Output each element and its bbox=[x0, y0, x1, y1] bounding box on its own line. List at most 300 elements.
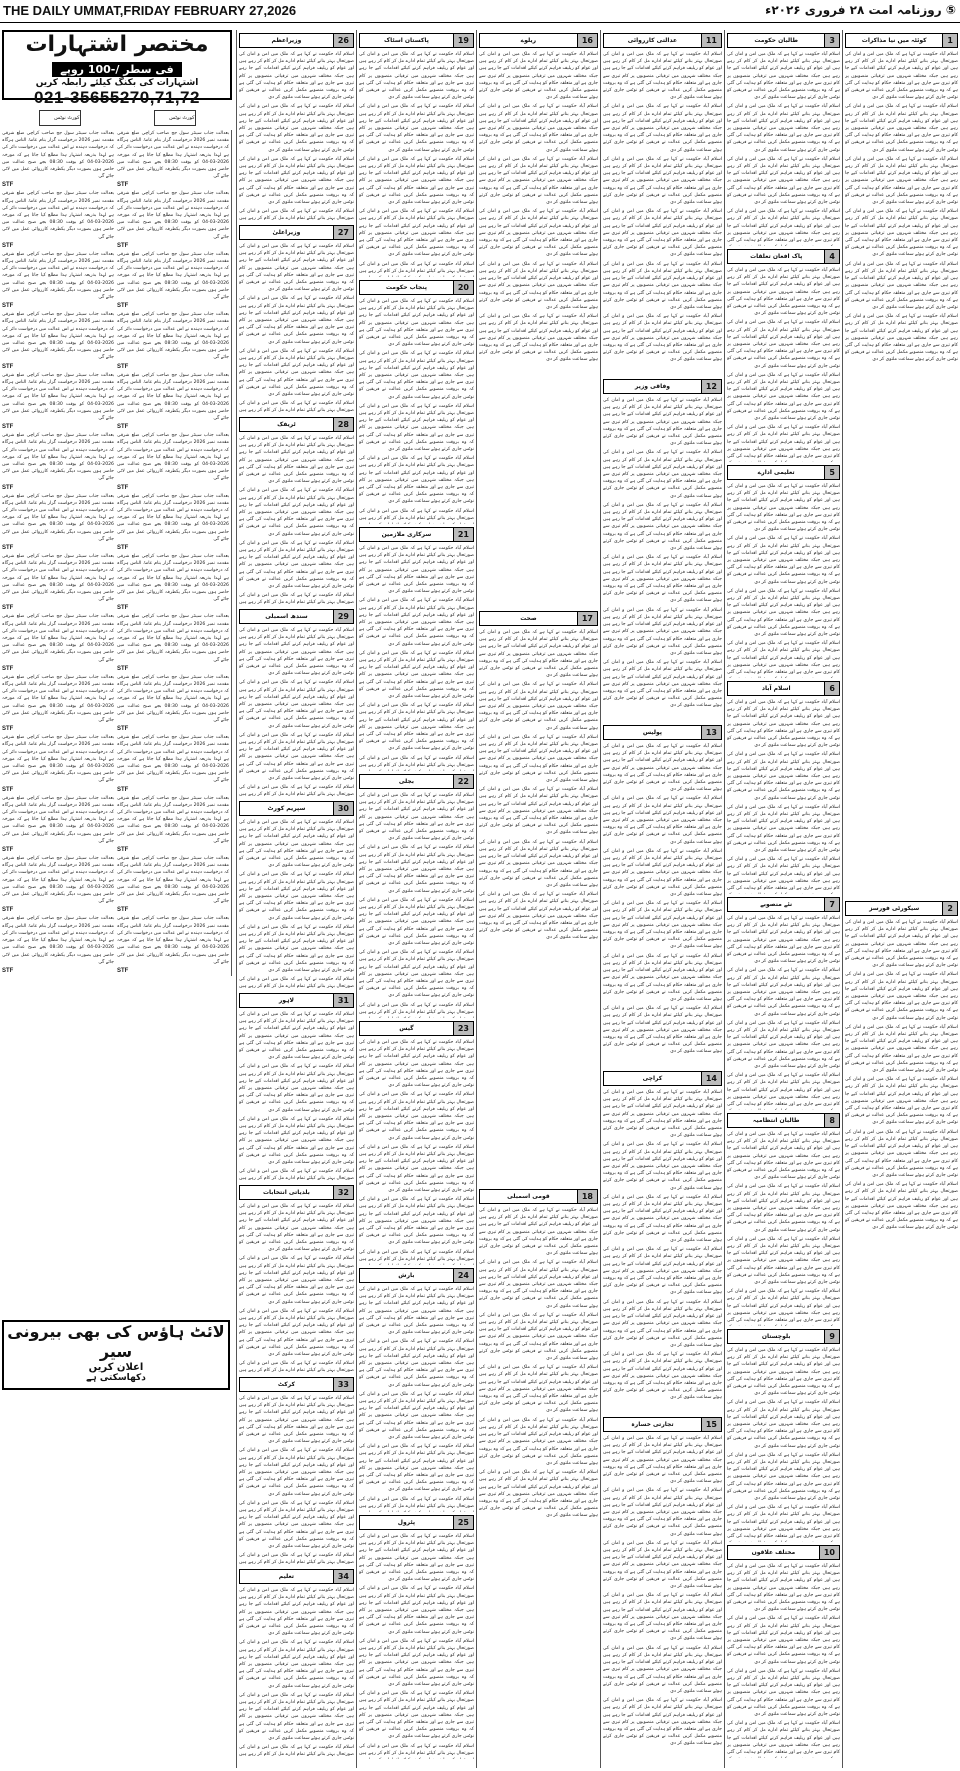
article-header bbox=[727, 1113, 840, 1128]
court-notice-text: بعدالت جناب سینئر سول جج صاحب کراچی ضلع شرقی مقدمہ نمبر 2026 درخواست گزار بنام عامۃ الناس ہرگاہ کہ درخواست دہندہ نے اس عدالت میں درخواست دائر کی ہے لہذا بذریعہ اشتہار ہذا مطلع کیا جاتا ہے کہ مورخہ 2026-03-04 کو بوقت 08:30 بجے صبح عدالت میں حاضر ہوں بصورت دیگر یکطرفہ کارروائی عمل میں لائی جائے گی bbox=[2, 614, 114, 663]
article-paragraph: اسلام آباد حکومت نے کہا ہے کہ ملک میں امن و امان کی صورتحال بہتر بنانے کیلئے تمام ادارے مل کر کام کر رہے ہیں bbox=[359, 261, 474, 274]
article-header bbox=[603, 1071, 722, 1086]
article-number: 11 bbox=[701, 34, 721, 47]
column-ads bbox=[0, 30, 234, 1768]
ad-price: فی سطر /-100 روپے bbox=[52, 62, 182, 77]
article-paragraph: اسلام آباد حکومت نے کہا ہے کہ ملک میں امن و امان کی صورتحال بہتر بنانے کیلئے تمام ادارے مل کر کام کر رہے ہیں اور عوام کو ریلیف فراہم کرنے کیلئے اقدامات کیے جا رہے ہیں جبکہ مختلف شہروں میں ترقیاتی منصوبوں پر کام تیزی سے جاری ہے اور متعلقہ حکام کو ہدایت کی گئی ہے کہ وہ بروقت منصوبے مکمل کریں عدالت نے فریقین کو نوٹس جاری کرتے ہوئے سماعت ملتوی کر دی bbox=[359, 104, 474, 153]
article-body bbox=[479, 51, 598, 608]
article-paragraph: اسلام آباد حکومت نے کہا ہے کہ ملک میں امن و امان کی صورتحال بہتر بنانے کیلئے تمام ادارے مل کر کام کر رہے ہیں bbox=[239, 1553, 354, 1566]
article-paragraph: اسلام آباد حکومت نے کہا ہے کہ ملک میں امن و امان کی صورتحال بہتر بنانے کیلئے تمام ادارے مل کر کام کر رہے ہیں اور عوام کو ریلیف فراہم کرنے کیلئے اقدامات کیے جا رہے ہیں جبکہ مختلف شہروں میں ترقیاتی منصوبوں پر کام تیزی سے جاری ہے اور متعلقہ حکام کو ہدایت کی گئی ہے کہ وہ بروقت منصوبے مکمل کریں عدالت نے فریقین کو نوٹس جاری کرتے ہوئے سماعت ملتوی کر دی bbox=[479, 839, 598, 888]
article-title: سرکاری ملازمین bbox=[381, 531, 432, 538]
ad-phone: 021-35655270,71,72 bbox=[34, 88, 200, 107]
article-header bbox=[603, 379, 722, 394]
article-number: 23 bbox=[453, 1022, 473, 1035]
article-paragraph: اسلام آباد حکومت نے کہا ہے کہ ملک میں امن و امان کی صورتحال بہتر بنانے کیلئے تمام ادارے مل کر کام کر رہے ہیں اور عوام کو ریلیف فراہم کرنے کیلئے اقدامات کیے جا رہے ہیں جبکہ مختلف شہروں میں ترقیاتی منصوبوں پر کام تیزی سے جاری ہے اور متعلقہ حکام کو ہدایت کی گئی bbox=[727, 857, 840, 892]
article-paragraph: اسلام آباد حکومت نے کہا ہے کہ ملک میں امن و امان کی صورتحال بہتر بنانے کیلئے تمام ادارے مل کر کام کر رہے ہیں اور عوام کو ریلیف فراہم کرنے کیلئے اقدامات کیے جا رہے ہیں جبکہ مختلف شہروں میں ترقیاتی منصوبوں پر کام تیزی سے جاری ہے اور متعلقہ حکام کو ہدایت کی گئی ہے کہ وہ بروقت منصوبے مکمل کریں عدالت نے فریقین کو نوٹس جاری کرتے ہوئے سماعت ملتوی کر دی bbox=[727, 1132, 840, 1181]
article-paragraph: اسلام آباد حکومت نے کہا ہے کہ ملک میں امن و امان کی صورتحال بہتر بنانے کیلئے تمام ادارے مل کر کام کر رہے ہیں اور عوام کو ریلیف فراہم کرنے کیلئے اقدامات کیے جا رہے ہیں جبکہ مختلف شہروں میں ترقیاتی منصوبوں پر کام تیزی سے جاری ہے اور متعلقہ حکام کو ہدایت کی گئی ہے کہ وہ بروقت منصوبے مکمل کریں عدالت نے فریقین کو نوٹس جاری کرتے ہوئے سماعت ملتوی کر دی bbox=[359, 403, 474, 453]
article-header bbox=[727, 897, 840, 912]
article-paragraph: اسلام آباد حکومت نے کہا ہے کہ ملک میں امن و امان کی صورتحال بہتر بنانے کیلئے تمام ادارے مل کر کام کر رہے ہیں bbox=[359, 1496, 474, 1509]
article-header bbox=[239, 1377, 354, 1392]
stf-mark: STF bbox=[2, 786, 14, 793]
article-paragraph: اسلام آباد حکومت نے کہا ہے کہ ملک میں امن و امان کی صورتحال بہتر بنانے کیلئے تمام ادارے مل کر کام کر رہے ہیں اور عوام کو ریلیف فراہم کرنے کیلئے اقدامات کیے جا رہے ہیں جبکہ مختلف شہروں میں ترقیاتی منصوبوں پر کام تیزی سے جاری ہے اور متعلقہ حکام کو ہدایت کی گئی ہے کہ وہ بروقت منصوبے مکمل کریں عدالت نے فریقین کو نوٹس جاری کرتے ہوئے سماعت ملتوی کر دی bbox=[727, 268, 840, 317]
stf-mark: STF bbox=[117, 726, 129, 733]
article-number: 1 bbox=[942, 34, 957, 47]
stf-mark: STF bbox=[2, 847, 14, 854]
court-notice-text: بعدالت جناب سینئر سول جج صاحب کراچی ضلع شرقی مقدمہ نمبر 2026 درخواست گزار بنام عامۃ الناس ہرگاہ کہ درخواست دہندہ نے اس عدالت میں درخواست دائر کی ہے لہذا بذریعہ اشتہار ہذا مطلع کیا جاتا ہے کہ مورخہ 2026-03-04 کو بوقت 08:30 بجے صبح عدالت میں حاضر ہوں بصورت دیگر یکطرفہ کارروائی عمل میں لائی جائے گی bbox=[117, 251, 229, 301]
article-paragraph: اسلام آباد حکومت نے کہا ہے کہ ملک میں امن و امان کی صورتحال بہتر بنانے کیلئے تمام ادارے مل کر کام کر رہے ہیں اور عوام کو ریلیف فراہم کرنے کیلئے اقدامات کیے جا رہے ہیں جبکہ مختلف شہروں میں ترقیاتی منصوبوں پر کام تیزی سے جاری ہے اور متعلقہ حکام کو ہدایت کی گئی ہے کہ وہ بروقت منصوبے مکمل کریں عدالت نے فریقین کو نوٹس جاری کرتے ہوئے سماعت ملتوی کر دی bbox=[603, 796, 722, 845]
article-body bbox=[727, 267, 840, 462]
article-body bbox=[359, 1039, 474, 1265]
article-paragraph: اسلام آباد حکومت نے کہا ہے کہ ملک میں امن و امان کی صورتحال بہتر بنانے کیلئے تمام ادارے مل کر کام کر رہے ہیں bbox=[359, 755, 474, 768]
article-title: سیکورٹی فورسز bbox=[869, 905, 920, 912]
stf-mark: STF bbox=[117, 907, 129, 914]
article-paragraph: اسلام آباد حکومت نے کہا ہے کہ ملک میں امن و امان کی صورتحال بہتر بنانے کیلئے تمام ادارے مل کر کام کر رہے ہیں اور عوام کو ریلیف فراہم کرنے کیلئے اقدامات کیے جا رہے ہیں جبکہ مختلف شہروں میں ترقیاتی منصوبوں پر کام تیزی سے جاری ہے اور متعلقہ حکام کو ہدایت کی گئی ہے کہ وہ بروقت منصوبے مکمل کریں عدالت نے فریقین کو نوٹس جاری کرتے ہوئے سماعت ملتوی کر دی bbox=[727, 1616, 840, 1665]
article-number: 30 bbox=[333, 802, 353, 815]
article-header bbox=[239, 993, 354, 1008]
article-paragraph: اسلام آباد حکومت نے کہا ہے کہ ملک میں امن و امان کی صورتحال بہتر بنانے کیلئے تمام ادارے مل کر کام کر رہے ہیں اور عوام کو ریلیف فراہم کرنے کیلئے اقدامات کیے جا رہے ہیں جبکہ مختلف شہروں میں ترقیاتی منصوبوں پر کام تیزی سے جاری ہے اور متعلقہ حکام کو ہدایت کی گئی bbox=[727, 425, 840, 460]
article-title: تعلیم bbox=[278, 1573, 295, 1580]
article-paragraph: اسلام آباد حکومت نے کہا ہے کہ ملک میں امن و امان کی صورتحال بہتر بنانے کیلئے تمام ادارے مل کر کام کر رہے ہیں اور عوام کو ریلیف فراہم کرنے کیلئے اقدامات کیے جا رہے ہیں جبکہ مختلف شہروں میں ترقیاتی منصوبوں پر کام تیزی سے جاری ہے اور متعلقہ حکام کو ہدایت کی گئی ہے کہ وہ بروقت منصوبے مکمل کریں عدالت نے فریقین کو نوٹس جاری کرتے ہوئے سماعت ملتوی کر دی bbox=[239, 1116, 354, 1166]
article-paragraph: اسلام آباد حکومت نے کہا ہے کہ ملک میں امن و امان کی صورتحال بہتر بنانے کیلئے تمام ادارے مل کر کام کر رہے ہیں اور عوام کو ریلیف فراہم کرنے کیلئے اقدامات کیے جا رہے ہیں جبکہ مختلف شہروں میں ترقیاتی منصوبوں پر کام تیزی سے جاری ہے اور متعلقہ حکام کو ہدایت کی گئی ہے کہ وہ بروقت منصوبے مکمل کریں عدالت نے فریقین کو نوٹس جاری کرتے ہوئے سماعت ملتوی کر دی bbox=[359, 1391, 474, 1441]
article-title: کوئٹہ میں نیا مذاکرات bbox=[861, 37, 927, 44]
article-number: 20 bbox=[453, 281, 473, 294]
article-paragraph: اسلام آباد حکومت نے کہا ہے کہ ملک میں امن و امان کی صورتحال بہتر بنانے کیلئے تمام ادارے مل کر کام کر رہے ہیں اور عوام کو ریلیف فراہم کرنے کیلئے اقدامات کیے جا رہے ہیں جبکہ مختلف شہروں میں ترقیاتی منصوبوں پر کام تیزی سے جاری ہے اور متعلقہ حکام کو ہدایت کی گئی ہے کہ وہ بروقت منصوبے مکمل کریں عدالت نے فریقین کو نوٹس جاری کرتے ہوئے سماعت ملتوی کر دی bbox=[479, 1470, 598, 1519]
stf-mark: STF bbox=[2, 363, 14, 370]
article-paragraph: اسلام آباد حکومت نے کہا ہے کہ ملک میں امن و امان کی صورتحال بہتر بنانے کیلئے تمام ادارے مل کر کام کر رہے ہیں اور عوام کو ریلیف فراہم کرنے کیلئے اقدامات کیے جا رہے ہیں جبکہ مختلف شہروں میں ترقیاتی منصوبوں پر کام تیزی سے جاری ہے اور متعلقہ حکام کو ہدایت کی گئی ہے کہ وہ بروقت منصوبے مکمل کریں عدالت نے فریقین کو نوٹس جاری کرتے ہوئے سماعت ملتوی کر دی bbox=[603, 1540, 722, 1590]
article-header bbox=[727, 33, 840, 48]
article-paragraph: اسلام آباد حکومت نے کہا ہے کہ ملک میں امن و امان کی صورتحال بہتر بنانے کیلئے تمام ادارے مل کر کام کر رہے ہیں اور عوام کو ریلیف فراہم کرنے کیلئے اقدامات کیے جا رہے ہیں جبکہ مختلف شہروں میں ترقیاتی منصوبوں پر کام تیزی سے جاری ہے اور متعلقہ حکام کو ہدایت کی گئی ہے کہ وہ بروقت منصوبے مکمل کریں عدالت نے فریقین کو نوٹس جاری کرتے ہوئے سماعت ملتوی کر دی bbox=[845, 209, 958, 258]
article-title: طالبان انتظامیہ bbox=[752, 1117, 800, 1124]
article-paragraph: اسلام آباد حکومت نے کہا ہے کہ ملک میں امن و امان کی صورتحال بہتر بنانے کیلئے تمام ادارے مل کر کام کر رہے ہیں اور عوام کو ریلیف فراہم کرنے کیلئے اقدامات کیے جا رہے ہیں جبکہ مختلف شہروں میں ترقیاتی منصوبوں پر کام تیزی سے جاری ہے اور متعلقہ حکام کو ہدایت کی گئی ہے کہ وہ بروقت منصوبے مکمل کریں عدالت نے فریقین کو نوٹس جاری کرتے ہوئے سماعت ملتوی کر دی bbox=[479, 1417, 598, 1466]
article-body bbox=[239, 1203, 354, 1374]
stf-mark: STF bbox=[2, 967, 14, 974]
article-body bbox=[727, 1131, 840, 1326]
article-paragraph: اسلام آباد حکومت نے کہا ہے کہ ملک میں امن و امان کی صورتحال بہتر بنانے کیلئے تمام ادارے مل کر کام کر رہے ہیں اور عوام کو ریلیف فراہم کرنے کیلئے اقدامات کیے جا رہے ہیں جبکہ مختلف شہروں میں ترقیاتی منصوبوں پر کام تیزی سے جاری ہے اور متعلقہ حکام کو ہدایت کی گئی ہے کہ وہ بروقت منصوبے مکمل کریں عدالت نے فریقین کو نوٹس جاری کرتے ہوئے سماعت ملتوی کر دی bbox=[603, 1194, 722, 1244]
article-header bbox=[359, 774, 474, 789]
article-body bbox=[727, 1347, 840, 1542]
article-title: ٹریفک bbox=[277, 421, 296, 428]
article-body bbox=[239, 51, 354, 222]
article-title: وزیراعلیٰ bbox=[272, 229, 301, 236]
article-paragraph: اسلام آباد حکومت نے کہا ہے کہ ملک میں امن و امان کی صورتحال بہتر بنانے کیلئے تمام ادارے مل کر کام کر رہے ہیں اور عوام کو ریلیف فراہم کرنے کیلئے اقدامات کیے جا رہے ہیں جبکہ مختلف شہروں میں ترقیاتی منصوبوں پر کام تیزی سے جاری ہے اور متعلقہ حکام کو ہدایت کی گئی ہے کہ وہ بروقت منصوبے مکمل کریں عدالت نے فریقین کو نوٹس جاری کرتے ہوئے سماعت ملتوی کر دی bbox=[603, 104, 722, 153]
article-number: 22 bbox=[453, 775, 473, 788]
article-paragraph: اسلام آباد حکومت نے کہا ہے کہ ملک میں امن و امان کی صورتحال بہتر بنانے کیلئے تمام ادارے مل کر کام کر رہے ہیں اور عوام کو ریلیف فراہم کرنے کیلئے اقدامات کیے جا رہے ہیں جبکہ مختلف شہروں میں ترقیاتی منصوبوں پر کام تیزی سے جاری ہے اور متعلقہ حکام کو ہدایت کی گئی ہے کہ وہ بروقت منصوبے مکمل کریں عدالت نے فریقین کو نوٹس جاری کرتے ہوئے سماعت ملتوی کر دی bbox=[239, 628, 354, 677]
article-paragraph: اسلام آباد حکومت نے کہا ہے کہ ملک میں امن و امان کی صورتحال بہتر بنانے کیلئے تمام ادارے مل کر کام کر رہے ہیں bbox=[359, 1743, 474, 1756]
article-paragraph: اسلام آباد حکومت نے کہا ہے کہ ملک میں امن و امان کی صورتحال بہتر بنانے کیلئے تمام ادارے مل کر کام کر رہے ہیں اور عوام کو ریلیف فراہم کرنے کیلئے اقدامات کیے جا رہے ہیں جبکہ مختلف شہروں میں ترقیاتی منصوبوں پر کام تیزی سے جاری ہے اور متعلقہ حکام کو ہدایت کی گئی ہے کہ وہ بروقت منصوبے مکمل کریں عدالت نے فریقین کو نوٹس جاری کرتے ہوئے سماعت ملتوی کر دی bbox=[845, 1077, 958, 1126]
article-paragraph: اسلام آباد حکومت نے کہا ہے کہ ملک میں امن و امان کی صورتحال بہتر بنانے کیلئے تمام ادارے مل کر کام کر رہے ہیں اور عوام کو ریلیف فراہم کرنے کیلئے اقدامات کیے جا رہے ہیں جبکہ مختلف شہروں میں ترقیاتی منصوبوں پر کام تیزی سے جاری ہے اور متعلقہ حکام کو ہدایت کی گئی ہے کہ وہ بروقت منصوبے مکمل کریں عدالت نے فریقین کو نوٹس جاری کرتے ہوئے سماعت ملتوی کر دی bbox=[239, 488, 354, 537]
article-paragraph: اسلام آباد حکومت نے کہا ہے کہ ملک میں امن و امان کی صورتحال بہتر بنانے کیلئے تمام ادارے مل کر کام کر رہے ہیں اور عوام کو ریلیف فراہم کرنے کیلئے اقدامات کیے جا رہے ہیں جبکہ مختلف شہروں میں ترقیاتی منصوبوں پر کام تیزی سے جاری ہے اور متعلقہ حکام کو ہدایت کی گئی ہے کہ وہ بروقت منصوبے مکمل کریں عدالت نے فریقین کو نوٹس جاری کرتے ہوئے سماعت ملتوی کر دی bbox=[845, 920, 958, 969]
column-6 bbox=[236, 30, 356, 1768]
bottom-ad-line1: اعلان کریں bbox=[88, 1362, 144, 1373]
article-paragraph: اسلام آباد حکومت نے کہا ہے کہ ملک میں امن و امان کی صورتحال بہتر بنانے کیلئے تمام ادارے مل کر کام کر رہے ہیں اور عوام کو ریلیف فراہم کرنے کیلئے اقدامات کیے جا رہے ہیں جبکہ مختلف شہروں میں ترقیاتی منصوبوں پر کام تیزی سے جاری ہے اور متعلقہ حکام کو ہدایت کی گئی ہے کہ وہ بروقت منصوبے مکمل کریں عدالت نے فریقین کو نوٹس جاری کرتے ہوئے سماعت ملتوی کر دی bbox=[239, 436, 354, 485]
article-paragraph: اسلام آباد حکومت نے کہا ہے کہ ملک میں امن و امان کی صورتحال بہتر بنانے کیلئے تمام ادارے مل کر کام کر رہے ہیں اور عوام کو ریلیف فراہم کرنے کیلئے اقدامات کیے جا رہے ہیں جبکہ مختلف شہروں میں ترقیاتی منصوبوں پر کام تیزی سے جاری ہے اور متعلقہ حکام کو ہدایت کی گئی ہے کہ وہ بروقت منصوبے مکمل کریں عدالت نے فریقین کو نوٹس جاری کرتے ہوئے سماعت ملتوی کر دی bbox=[479, 1208, 598, 1257]
court-notice-text: بعدالت جناب سینئر سول جج صاحب کراچی ضلع شرقی مقدمہ نمبر 2026 درخواست گزار بنام عامۃ الناس ہرگاہ کہ درخواست دہندہ نے اس عدالت میں درخواست دائر کی ہے لہذا بذریعہ اشتہار ہذا مطلع کیا جاتا ہے کہ مورخہ 2026-03-04 کو بوقت 08:30 بجے صبح عدالت میں حاضر ہوں بصورت دیگر یکطرفہ کارروائی عمل میں لائی جائے گی bbox=[2, 735, 114, 784]
article-body bbox=[603, 397, 722, 722]
article-paragraph: اسلام آباد حکومت نے کہا ہے کہ ملک میں امن و امان کی صورتحال بہتر بنانے کیلئے تمام ادارے مل کر کام کر رہے ہیں اور عوام کو ریلیف فراہم کرنے کیلئے اقدامات کیے جا رہے ہیں جبکہ مختلف شہروں میں ترقیاتی منصوبوں پر کام تیزی سے جاری ہے اور متعلقہ حکام کو ہدایت کی گئی ہے کہ وہ بروقت منصوبے مکمل کریں عدالت نے فریقین کو نوٹس جاری کرتے ہوئے سماعت ملتوی کر دی bbox=[727, 320, 840, 369]
stf-mark: STF bbox=[117, 363, 129, 370]
stf-mark: STF bbox=[2, 665, 14, 672]
article-body bbox=[479, 1207, 598, 1764]
article-title: قومی اسمبلی bbox=[507, 1193, 550, 1200]
article-paragraph: اسلام آباد حکومت نے کہا ہے کہ ملک میں امن و امان کی صورتحال بہتر بنانے کیلئے تمام ادارے مل کر کام کر رہے ہیں اور عوام کو ریلیف فراہم کرنے کیلئے اقدامات کیے جا رہے ہیں جبکہ مختلف شہروں میں ترقیاتی منصوبوں پر کام تیزی سے جاری ہے اور متعلقہ حکام کو ہدایت کی گئی ہے کہ وہ بروقت منصوبے مکمل کریں عدالت نے فریقین کو نوٹس جاری کرتے ہوئے سماعت ملتوی کر دی bbox=[239, 680, 354, 729]
bottom-ad-title: لائٹ ہاؤس کی بھی بیرونی سیر bbox=[7, 1322, 225, 1361]
court-notice-text: بعدالت جناب سینئر سول جج صاحب کراچی ضلع شرقی مقدمہ نمبر 2026 درخواست گزار بنام عامۃ الناس ہرگاہ کہ درخواست دہندہ نے اس عدالت میں درخواست دائر کی ہے لہذا بذریعہ اشتہار ہذا مطلع کیا جاتا ہے کہ مورخہ 2026-03-04 کو بوقت 08:30 بجے صبح عدالت میں حاضر ہوں بصورت دیگر یکطرفہ کارروائی عمل میں لائی جائے گی bbox=[2, 493, 114, 542]
article-body bbox=[727, 915, 840, 1110]
article-number: 5 bbox=[824, 466, 839, 479]
article-title: اسلام آباد bbox=[761, 685, 791, 692]
article-paragraph: اسلام آباد حکومت نے کہا ہے کہ ملک میں امن و امان کی صورتحال بہتر بنانے کیلئے تمام ادارے مل کر کام کر رہے ہیں اور عوام کو ریلیف فراہم کرنے کیلئے اقدامات کیے جا رہے ہیں جبکہ مختلف شہروں میں ترقیاتی منصوبوں پر کام تیزی سے جاری ہے اور متعلقہ حکام کو ہدایت کی گئی ہے کہ وہ بروقت منصوبے مکمل کریں عدالت نے فریقین کو نوٹس جاری کرتے ہوئے سماعت ملتوی کر دی bbox=[239, 104, 354, 153]
article-paragraph: اسلام آباد حکومت نے کہا ہے کہ ملک میں امن و امان کی صورتحال بہتر بنانے کیلئے تمام ادارے مل کر کام کر رہے ہیں اور عوام کو ریلیف فراہم کرنے کیلئے اقدامات کیے جا رہے ہیں جبکہ مختلف شہروں میں ترقیاتی منصوبوں پر کام تیزی سے جاری ہے اور متعلقہ حکام کو ہدایت کی گئی ہے کہ وہ بروقت منصوبے مکمل کریں عدالت نے فریقین کو نوٹس جاری کرتے ہوئے سماعت ملتوی کر دی bbox=[239, 1204, 354, 1253]
article-paragraph: اسلام آباد حکومت نے کہا ہے کہ ملک میں امن و امان کی صورتحال بہتر بنانے کیلئے تمام ادارے مل کر کام کر رہے ہیں اور عوام کو ریلیف فراہم کرنے کیلئے اقدامات کیے جا رہے ہیں جبکہ مختلف شہروں میں ترقیاتی منصوبوں پر کام تیزی سے جاری ہے اور متعلقہ حکام کو ہدایت کی گئی ہے کہ وہ بروقت منصوبے مکمل کریں عدالت نے فریقین کو نوٹس جاری کرتے ہوئے سماعت ملتوی کر دی bbox=[239, 1012, 354, 1061]
article-body bbox=[359, 1286, 474, 1512]
article-paragraph: اسلام آباد حکومت نے کہا ہے کہ ملک میں امن و امان کی صورتحال بہتر بنانے کیلئے تمام ادارے مل کر کام کر رہے ہیں اور عوام کو ریلیف فراہم کرنے کیلئے اقدامات کیے جا رہے ہیں جبکہ مختلف شہروں میں ترقیاتی منصوبوں پر کام تیزی سے جاری ہے اور متعلقہ حکام کو ہدایت کی گئی ہے کہ وہ بروقت منصوبے مکمل کریں عدالت نے فریقین کو نوٹس جاری کرتے ہوئے سماعت ملتوی کر دی bbox=[479, 892, 598, 941]
article-paragraph: اسلام آباد حکومت نے کہا ہے کہ ملک میں امن و امان کی صورتحال بہتر بنانے کیلئے تمام ادارے مل کر کام کر رہے ہیں اور عوام کو ریلیف فراہم کرنے کیلئے اقدامات کیے جا رہے ہیں جبکہ مختلف شہروں میں ترقیاتی منصوبوں پر کام تیزی سے جاری ہے اور متعلقہ حکام کو ہدایت کی گئی ہے کہ وہ بروقت منصوبے مکمل کریں عدالت نے فریقین کو نوٹس جاری کرتے ہوئے سماعت ملتوی کر دی bbox=[727, 104, 840, 153]
court-notice-text: بعدالت جناب سینئر سول جج صاحب کراچی ضلع شرقی مقدمہ نمبر 2026 درخواست گزار بنام عامۃ الناس ہرگاہ کہ درخواست دہندہ نے اس عدالت میں درخواست دائر کی ہے لہذا بذریعہ اشتہار ہذا مطلع کیا جاتا ہے کہ مورخہ 2026-03-04 کو بوقت 08:30 بجے صبح عدالت میں حاضر ہوں بصورت دیگر یکطرفہ کارروائی عمل میں لائی جائے گی bbox=[117, 433, 229, 482]
article-paragraph: اسلام آباد حکومت نے کہا ہے کہ ملک میں امن و امان کی صورتحال بہتر بنانے کیلئے تمام ادارے مل کر کام کر رہے ہیں bbox=[359, 1249, 474, 1262]
stf-mark: STF bbox=[117, 967, 129, 974]
article-paragraph: اسلام آباد حکومت نے کہا ہے کہ ملک میں امن و امان کی صورتحال بہتر بنانے کیلئے تمام ادارے مل کر کام کر رہے ہیں اور عوام کو ریلیف فراہم کرنے کیلئے اقدامات کیے جا رہے ہیں جبکہ مختلف شہروں میں ترقیاتی منصوبوں پر کام تیزی سے جاری ہے اور متعلقہ حکام کو ہدایت کی گئی ہے کہ وہ بروقت منصوبے مکمل کریں عدالت نے فریقین کو نوٹس جاری کرتے ہوئے سماعت ملتوی کر دی bbox=[603, 398, 722, 447]
article-paragraph: اسلام آباد حکومت نے کہا ہے کہ ملک میں امن و امان کی صورتحال بہتر بنانے کیلئے تمام ادارے مل کر کام کر رہے ہیں اور عوام کو ریلیف فراہم کرنے کیلئے اقدامات کیے جا رہے ہیں جبکہ مختلف شہروں میں ترقیاتی منصوبوں پر کام تیزی سے جاری ہے اور متعلقہ حکام کو ہدایت کی گئی ہے کہ وہ بروقت منصوبے مکمل کریں عدالت نے فریقین کو نوٹس جاری کرتے ہوئے سماعت ملتوی کر دی bbox=[727, 1452, 840, 1502]
article-number: 28 bbox=[333, 418, 353, 431]
court-notice-text: بعدالت جناب سینئر سول جج صاحب کراچی ضلع شرقی مقدمہ نمبر 2026 درخواست گزار بنام عامۃ الناس ہرگاہ کہ درخواست دہندہ نے اس عدالت میں درخواست دائر کی ہے لہذا بذریعہ اشتہار ہذا مطلع کیا جاتا ہے کہ مورخہ 2026-03-04 کو بوقت 08:30 بجے صبح عدالت میں حاضر ہوں بصورت دیگر یکطرفہ کارروائی عمل میں لائی جائے گی bbox=[117, 191, 229, 240]
article-number: 19 bbox=[453, 34, 473, 47]
article-header bbox=[359, 33, 474, 48]
article-header bbox=[239, 1185, 354, 1200]
article-paragraph: اسلام آباد حکومت نے کہا ہے کہ ملک میں امن و امان کی صورتحال بہتر بنانے کیلئے تمام ادارے مل کر کام کر رہے ہیں اور عوام کو ریلیف فراہم کرنے کیلئے اقدامات کیے جا رہے ہیں جبکہ مختلف شہروں میں ترقیاتی منصوبوں پر کام تیزی سے جاری ہے اور متعلقہ حکام کو ہدایت کی گئی ہے کہ وہ بروقت منصوبے مکمل کریں عدالت نے فریقین کو نوٹس جاری کرتے ہوئے سماعت ملتوی کر دی bbox=[239, 924, 354, 974]
article-paragraph: اسلام آباد حکومت نے کہا ہے کہ ملک میں امن و امان کی صورتحال بہتر بنانے کیلئے تمام ادارے مل کر کام کر رہے ہیں اور عوام کو ریلیف فراہم کرنے کیلئے اقدامات کیے جا رہے ہیں جبکہ مختلف شہروں میں ترقیاتی منصوبوں پر کام تیزی سے جاری ہے اور متعلقہ حکام کو ہدایت کی گئی ہے کہ وہ بروقت منصوبے مکمل کریں عدالت نے فریقین کو نوٹس جاری کرتے ہوئے سماعت ملتوی کر دی bbox=[359, 793, 474, 842]
article-title: سپریم کورٹ bbox=[267, 805, 306, 812]
article-paragraph: اسلام آباد حکومت نے کہا ہے کہ ملک میں امن و امان کی صورتحال بہتر بنانے کیلئے تمام ادارے مل کر کام کر رہے ہیں bbox=[239, 1745, 354, 1758]
article-paragraph: اسلام آباد حکومت نے کہا ہے کہ ملک میں امن و امان کی صورتحال بہتر بنانے کیلئے تمام ادارے مل کر کام کر رہے ہیں اور عوام کو ریلیف فراہم کرنے کیلئے اقدامات کیے جا رہے ہیں جبکہ مختلف شہروں میں ترقیاتی منصوبوں پر کام تیزی سے جاری ہے اور متعلقہ حکام کو ہدایت کی گئی ہے کہ وہ بروقت منصوبے مکمل کریں عدالت نے فریقین کو نوٹس جاری کرتے ہوئے سماعت ملتوی کر دی bbox=[359, 845, 474, 894]
court-notice-label: کورٹ نوٹس bbox=[154, 110, 196, 126]
court-notice-text: بعدالت جناب سینئر سول جج صاحب کراچی ضلع شرقی مقدمہ نمبر 2026 درخواست گزار بنام عامۃ الناس ہرگاہ کہ درخواست دہندہ نے اس عدالت میں درخواست دائر کی ہے لہذا بذریعہ اشتہار ہذا مطلع کیا جاتا ہے کہ مورخہ 2026-03-04 کو بوقت 08:30 بجے صبح عدالت میں حاضر ہوں بصورت دیگر یکطرفہ کارروائی عمل میں لائی جائے گی bbox=[117, 856, 229, 905]
article-paragraph: اسلام آباد حکومت نے کہا ہے کہ ملک میں امن و امان کی صورتحال بہتر بنانے کیلئے تمام ادارے مل کر کام کر رہے ہیں اور عوام کو ریلیف فراہم کرنے کیلئے اقدامات کیے جا رہے ہیں جبکہ مختلف شہروں میں ترقیاتی منصوبوں پر کام تیزی سے جاری ہے اور متعلقہ حکام کو ہدایت کی گئی ہے کہ وہ بروقت منصوبے مکمل کریں عدالت نے فریقین کو نوٹس جاری کرتے ہوئے سماعت ملتوی کر دی bbox=[359, 209, 474, 258]
article-paragraph: اسلام آباد حکومت نے کہا ہے کہ ملک میں امن و امان کی صورتحال بہتر بنانے کیلئے تمام ادارے مل کر کام کر رہے ہیں اور عوام کو ریلیف فراہم کرنے کیلئے اقدامات کیے جا رہے ہیں جبکہ مختلف شہروں میں ترقیاتی منصوبوں پر کام تیزی سے جاری ہے اور متعلقہ حکام کو ہدایت کی گئی ہے کہ وہ بروقت منصوبے مکمل کریں عدالت نے فریقین کو نوٹس جاری کرتے ہوئے سماعت ملتوی کر دی bbox=[479, 209, 598, 258]
article-paragraph: اسلام آباد حکومت نے کہا ہے کہ ملک میں امن و امان کی صورتحال بہتر بنانے کیلئے تمام ادارے مل کر کام کر رہے ہیں اور عوام کو ریلیف فراہم کرنے کیلئے اقدامات کیے جا رہے ہیں جبکہ مختلف شہروں میں ترقیاتی منصوبوں پر کام تیزی سے جاری ہے اور متعلقہ حکام کو ہدایت کی گئی ہے کہ وہ بروقت منصوبے مکمل کریں عدالت نے فریقین کو نوٹس جاری کرتے ہوئے سماعت ملتوی کر دی bbox=[479, 1260, 598, 1309]
article-paragraph: اسلام آباد حکومت نے کہا ہے کہ ملک میں امن و امان کی صورتحال بہتر بنانے کیلئے تمام ادارے مل کر کام کر رہے ہیں اور عوام کو ریلیف فراہم کرنے کیلئے اقدامات کیے جا رہے ہیں جبکہ مختلف شہروں میں ترقیاتی منصوبوں پر کام تیزی سے جاری ہے اور متعلقہ حکام کو ہدایت کی گئی bbox=[727, 1073, 840, 1108]
article-paragraph: اسلام آباد حکومت نے کہا ہے کہ ملک میں امن و امان کی صورتحال بہتر بنانے کیلئے تمام ادارے مل کر کام کر رہے ہیں اور عوام کو ریلیف فراہم کرنے کیلئے اقدامات کیے جا رہے ہیں جبکہ مختلف شہروں میں ترقیاتی منصوبوں پر کام تیزی سے جاری ہے اور متعلقہ حکام کو ہدایت کی گئی ہے کہ وہ بروقت منصوبے مکمل کریں عدالت نے فریقین کو نوٹس جاری کرتے ہوئے سماعت ملتوی کر دی bbox=[603, 450, 722, 499]
article-header bbox=[603, 725, 722, 740]
article-header bbox=[727, 249, 840, 264]
article-number: 31 bbox=[333, 994, 353, 1007]
court-notice-text: بعدالت جناب سینئر سول جج صاحب کراچی ضلع شرقی مقدمہ نمبر 2026 درخواست گزار بنام عامۃ الناس ہرگاہ کہ درخواست دہندہ نے اس عدالت میں درخواست دائر کی ہے لہذا بذریعہ اشتہار ہذا مطلع کیا جاتا ہے کہ مورخہ 2026-03-04 کو بوقت 08:30 بجے صبح عدالت میں حاضر ہوں بصورت دیگر یکطرفہ کارروائی عمل میں لائی جائے گی bbox=[2, 916, 114, 965]
stf-mark: STF bbox=[2, 424, 14, 431]
article-paragraph: اسلام آباد حکومت نے کہا ہے کہ ملک میں امن و امان کی صورتحال بہتر بنانے کیلئے تمام ادارے مل کر کام کر رہے ہیں اور عوام کو ریلیف فراہم کرنے کیلئے اقدامات کیے جا رہے ہیں جبکہ مختلف شہروں میں ترقیاتی منصوبوں پر کام تیزی سے جاری ہے اور متعلقہ حکام کو ہدایت کی گئی ہے کہ وہ بروقت منصوبے مکمل کریں عدالت نے فریقین کو نوٹس جاری کرتے ہوئے سماعت ملتوی کر دی bbox=[239, 1256, 354, 1305]
article-header bbox=[727, 1329, 840, 1344]
article-paragraph: اسلام آباد حکومت نے کہا ہے کہ ملک میں امن و امان کی صورتحال بہتر بنانے کیلئے تمام ادارے مل کر کام کر رہے ہیں اور عوام کو ریلیف فراہم کرنے کیلئے اقدامات کیے جا رہے ہیں جبکہ مختلف شہروں میں ترقیاتی منصوبوں پر کام تیزی سے جاری ہے اور متعلقہ حکام کو ہدایت کی گئی ہے کہ وہ بروقت منصوبے مکمل کریں عدالت نے فریقین کو نوٹس جاری کرتے ہوئے سماعت ملتوی کر دی bbox=[479, 52, 598, 101]
article-paragraph: اسلام آباد حکومت نے کہا ہے کہ ملک میں امن و امان کی صورتحال بہتر بنانے کیلئے تمام ادارے مل کر کام کر رہے ہیں اور عوام کو ریلیف فراہم کرنے کیلئے اقدامات کیے جا رہے ہیں جبکہ مختلف شہروں میں ترقیاتی منصوبوں پر کام تیزی سے جاری ہے اور متعلقہ حکام کو ہدایت کی گئی ہے کہ وہ بروقت منصوبے مکمل کریں عدالت نے فریقین کو نوٹس جاری کرتے ہوئے سماعت ملتوی کر دی bbox=[727, 156, 840, 206]
article-paragraph: اسلام آباد حکومت نے کہا ہے کہ ملک میں امن و امان کی صورتحال بہتر بنانے کیلئے تمام ادارے مل کر کام کر رہے ہیں اور عوام کو ریلیف فراہم کرنے کیلئے اقدامات کیے جا رہے ہیں جبکہ مختلف شہروں میں ترقیاتی منصوبوں پر کام تیزی سے جاری ہے اور متعلقہ حکام کو ہدایت کی گئی ہے کہ وہ بروقت منصوبے مکمل کریں عدالت نے فریقین کو نوٹس جاری کرتے ہوئے سماعت ملتوی کر دی bbox=[845, 1129, 958, 1178]
article-paragraph: اسلام آباد حکومت نے کہا ہے کہ ملک میں امن و امان کی صورتحال بہتر بنانے کیلئے تمام ادارے مل کر کام کر رہے ہیں اور عوام کو ریلیف فراہم کرنے کیلئے اقدامات کیے جا رہے ہیں جبکہ مختلف شہروں میں ترقیاتی منصوبوں پر کام تیزی سے جاری ہے اور متعلقہ حکام کو ہدایت کی گئی ہے کہ وہ بروقت منصوبے مکمل کریں عدالت نے فریقین کو نوٹس جاری کرتے ہوئے سماعت ملتوی کر دی bbox=[603, 744, 722, 793]
article-paragraph: اسلام آباد حکومت نے کہا ہے کہ ملک میں امن و امان کی صورتحال بہتر بنانے کیلئے تمام ادارے مل کر کام کر رہے ہیں اور عوام کو ریلیف فراہم کرنے کیلئے اقدامات کیے جا رہے ہیں جبکہ مختلف شہروں میں ترقیاتی منصوبوں پر کام تیزی سے جاری ہے اور متعلقہ حکام کو ہدایت کی گئی ہے کہ وہ بروقت منصوبے مکمل کریں عدالت نے فریقین کو نوٹس جاری کرتے ہوئے سماعت ملتوی کر دی bbox=[359, 1287, 474, 1336]
article-body bbox=[727, 699, 840, 894]
article-paragraph: اسلام آباد حکومت نے کہا ہے کہ ملک میں امن و امان کی صورتحال بہتر بنانے کیلئے تمام ادارے مل کر کام کر رہے ہیں اور عوام کو ریلیف فراہم کرنے کیلئے اقدامات کیے جا رہے ہیں جبکہ مختلف شہروں میں ترقیاتی منصوبوں پر کام تیزی سے جاری ہے اور متعلقہ حکام کو ہدایت کی گئی ہے کہ وہ بروقت منصوبے مکمل کریں عدالت نے فریقین کو نوٹس جاری کرتے ہوئے سماعت ملتوی کر دی bbox=[239, 1396, 354, 1445]
article-header bbox=[603, 1417, 722, 1432]
court-notice-text: بعدالت جناب سینئر سول جج صاحب کراچی ضلع شرقی مقدمہ نمبر 2026 درخواست گزار بنام عامۃ الناس ہرگاہ کہ درخواست دہندہ نے اس عدالت میں درخواست دائر کی ہے لہذا بذریعہ اشتہار ہذا مطلع کیا جاتا ہے کہ مورخہ 2026-03-04 کو بوقت 08:30 بجے صبح عدالت میں حاضر ہوں بصورت دیگر یکطرفہ کارروائی عمل میں لائی جائے گی bbox=[117, 795, 229, 844]
article-paragraph: اسلام آباد حکومت نے کہا ہے کہ ملک میں امن و امان کی صورتحال بہتر بنانے کیلئے تمام ادارے مل کر کام کر رہے ہیں bbox=[239, 401, 354, 414]
article-paragraph: اسلام آباد حکومت نے کہا ہے کہ ملک میں امن و امان کی صورتحال بہتر بنانے کیلئے تمام ادارے مل کر کام کر رہے ہیں اور عوام کو ریلیف فراہم کرنے کیلئے اقدامات کیے جا رہے ہیں جبکہ مختلف شہروں میں ترقیاتی منصوبوں پر کام تیزی سے جاری ہے اور متعلقہ حکام کو ہدایت کی گئی bbox=[727, 1289, 840, 1324]
article-paragraph: اسلام آباد حکومت نے کہا ہے کہ ملک میں امن و امان کی صورتحال بہتر بنانے کیلئے تمام ادارے مل کر کام کر رہے ہیں اور عوام کو ریلیف فراہم کرنے کیلئے اقدامات کیے جا رہے ہیں جبکہ مختلف شہروں میں ترقیاتی منصوبوں پر کام تیزی سے جاری ہے اور متعلقہ حکام کو ہدایت کی گئی bbox=[727, 1721, 840, 1756]
article-paragraph: اسلام آباد حکومت نے کہا ہے کہ ملک میں امن و امان کی صورتحال بہتر بنانے کیلئے تمام ادارے مل کر کام کر رہے ہیں اور عوام کو ریلیف فراہم کرنے کیلئے اقدامات کیے جا رہے ہیں جبکہ مختلف شہروں میں ترقیاتی منصوبوں پر کام تیزی سے جاری ہے اور متعلقہ حکام کو ہدایت کی گئی ہے کہ وہ بروقت منصوبے مکمل کریں عدالت نے فریقین کو نوٹس جاری کرتے ہوئے سماعت ملتوی کر دی bbox=[239, 156, 354, 206]
article-number: 16 bbox=[577, 34, 597, 47]
article-title: طالبان حکومت bbox=[754, 37, 799, 44]
article-body bbox=[239, 627, 354, 798]
article-title: پنجاب حکومت bbox=[385, 284, 427, 291]
column-4 bbox=[476, 30, 600, 1768]
article-paragraph: اسلام آباد حکومت نے کہا ہے کہ ملک میں امن و امان کی صورتحال بہتر بنانے کیلئے تمام ادارے مل کر کام کر رہے ہیں اور عوام کو ریلیف فراہم کرنے کیلئے اقدامات کیے جا رہے ہیں جبکہ مختلف شہروں میں ترقیاتی منصوبوں پر کام تیزی سے جاری ہے اور متعلقہ حکام کو ہدایت کی گئی ہے کہ وہ بروقت منصوبے مکمل کریں عدالت نے فریقین کو نوٹس جاری کرتے ہوئے سماعت ملتوی کر دی bbox=[359, 1197, 474, 1246]
article-number: 24 bbox=[453, 1269, 473, 1282]
article-body bbox=[239, 243, 354, 414]
article-body bbox=[359, 1533, 474, 1759]
article-number: 21 bbox=[453, 528, 473, 541]
article-paragraph: اسلام آباد حکومت نے کہا ہے کہ ملک میں امن و امان کی صورتحال بہتر بنانے کیلئے تمام ادارے مل کر کام کر رہے ہیں اور عوام کو ریلیف فراہم کرنے کیلئے اقدامات کیے جا رہے ہیں جبکہ مختلف شہروں میں ترقیاتی منصوبوں پر کام تیزی سے جاری ہے اور متعلقہ حکام کو ہدایت کی گئی ہے کہ وہ بروقت منصوبے مکمل کریں عدالت نے فریقین کو نوٹس جاری کرتے ہوئے سماعت ملتوی کر دی bbox=[359, 1638, 474, 1688]
article-title: بارش bbox=[398, 1272, 415, 1279]
article-title: لاہور bbox=[278, 997, 295, 1004]
article-paragraph: اسلام آباد حکومت نے کہا ہے کہ ملک میں امن و امان کی صورتحال بہتر بنانے کیلئے تمام ادارے مل کر کام کر رہے ہیں اور عوام کو ریلیف فراہم کرنے کیلئے اقدامات کیے جا رہے ہیں جبکہ مختلف شہروں میں ترقیاتی منصوبوں پر کام تیزی سے جاری ہے اور متعلقہ حکام کو ہدایت کی گئی ہے کہ وہ بروقت منصوبے مکمل کریں عدالت نے فریقین کو نوٹس جاری کرتے ہوئے سماعت ملتوی کر دی bbox=[239, 348, 354, 398]
article-title: وفاقی وزیر bbox=[634, 383, 671, 390]
article-body bbox=[359, 51, 474, 277]
article-paragraph: اسلام آباد حکومت نے کہا ہے کہ ملک میں امن و امان کی صورتحال بہتر بنانے کیلئے تمام ادارے مل کر کام کر رہے ہیں bbox=[359, 1002, 474, 1015]
article-paragraph: اسلام آباد حکومت نے کہا ہے کہ ملک میں امن و امان کی صورتحال بہتر بنانے کیلئے تمام ادارے مل کر کام کر رہے ہیں اور عوام کو ریلیف فراہم کرنے کیلئے اقدامات کیے جا رہے ہیں جبکہ مختلف شہروں میں ترقیاتی منصوبوں پر کام تیزی سے جاری ہے اور متعلقہ حکام کو ہدایت کی گئی ہے کہ وہ بروقت منصوبے مکمل کریں عدالت نے فریقین کو نوٹس جاری کرتے ہوئے سماعت ملتوی کر دی bbox=[727, 1348, 840, 1397]
court-notice-text: بعدالت جناب سینئر سول جج صاحب کراچی ضلع شرقی مقدمہ نمبر 2026 درخواست گزار بنام عامۃ الناس ہرگاہ کہ درخواست دہندہ نے اس عدالت میں درخواست دائر کی ہے لہذا بذریعہ اشتہار ہذا مطلع کیا جاتا ہے کہ مورخہ 2026-03-04 کو بوقت 08:30 بجے صبح عدالت میں حاضر ہوں بصورت دیگر یکطرفہ کارروائی عمل میں لائی جائے گی bbox=[2, 795, 114, 844]
article-paragraph: اسلام آباد حکومت نے کہا ہے کہ ملک میں امن و امان کی صورتحال بہتر بنانے کیلئے تمام ادارے مل کر کام کر رہے ہیں اور عوام کو ریلیف فراہم کرنے کیلئے اقدامات کیے جا رہے ہیں جبکہ مختلف شہروں میں ترقیاتی منصوبوں پر کام تیزی سے جاری ہے اور متعلقہ حکام کو ہدایت کی گئی ہے کہ وہ بروقت منصوبے مکمل کریں عدالت نے فریقین کو نوٹس جاری کرتے ہوئے سماعت ملتوی کر دی bbox=[603, 1006, 722, 1055]
article-header bbox=[727, 681, 840, 696]
bottom-ad-box bbox=[2, 1320, 230, 1390]
court-notice-text: بعدالت جناب سینئر سول جج صاحب کراچی ضلع شرقی مقدمہ نمبر 2026 درخواست گزار بنام عامۃ الناس ہرگاہ کہ درخواست دہندہ نے اس عدالت میں درخواست دائر کی ہے لہذا بذریعہ اشتہار ہذا مطلع کیا جاتا ہے کہ مورخہ 2026-03-04 کو بوقت 08:30 بجے صبح عدالت میں حاضر ہوں بصورت دیگر یکطرفہ کارروائی عمل میں لائی جائے گی bbox=[117, 674, 229, 724]
article-paragraph: اسلام آباد حکومت نے کہا ہے کہ ملک میں امن و امان کی صورتحال بہتر بنانے کیلئے تمام ادارے مل کر کام کر رہے ہیں اور عوام کو ریلیف فراہم کرنے کیلئے اقدامات کیے جا رہے ہیں جبکہ مختلف شہروں میں ترقیاتی منصوبوں پر کام تیزی سے جاری ہے اور متعلقہ حکام کو ہدایت کی گئی ہے کہ وہ بروقت منصوبے مکمل کریں عدالت نے فریقین کو نوٹس جاری کرتے ہوئے سماعت ملتوی کر دی bbox=[603, 1142, 722, 1191]
article-number: 13 bbox=[701, 726, 721, 739]
article-paragraph: اسلام آباد حکومت نے کہا ہے کہ ملک میں امن و امان کی صورتحال بہتر بنانے کیلئے تمام ادارے مل کر کام کر رہے ہیں اور عوام کو ریلیف فراہم کرنے کیلئے اقدامات کیے جا رہے ہیں جبکہ مختلف شہروں میں ترقیاتی منصوبوں پر کام تیزی سے جاری ہے اور متعلقہ حکام کو ہدایت کی گئی bbox=[727, 209, 840, 244]
article-body bbox=[239, 1587, 354, 1758]
article-paragraph: اسلام آباد حکومت نے کہا ہے کہ ملک میں امن و امان کی صورتحال بہتر بنانے کیلئے تمام ادارے مل کر کام کر رہے ہیں bbox=[239, 593, 354, 606]
column-2 bbox=[724, 30, 842, 1768]
column-1 bbox=[842, 30, 960, 1768]
ad-booking-text: اشتہارات کی بکنگ کیلئے رابطہ کریں bbox=[35, 78, 199, 88]
article-number: 26 bbox=[333, 34, 353, 47]
column-3 bbox=[600, 30, 724, 1768]
article-paragraph: اسلام آباد حکومت نے کہا ہے کہ ملک میں امن و امان کی صورتحال بہتر بنانے کیلئے تمام ادارے مل کر کام کر رہے ہیں اور عوام کو ریلیف فراہم کرنے کیلئے اقدامات کیے جا رہے ہیں جبکہ مختلف شہروں میں ترقیاتی منصوبوں پر کام تیزی سے جاری ہے اور متعلقہ حکام کو ہدایت کی گئی ہے کہ وہ بروقت منصوبے مکمل کریں عدالت نے فریقین کو نوٹس جاری کرتے ہوئے سماعت ملتوی کر دی bbox=[603, 953, 722, 1002]
article-paragraph: اسلام آباد حکومت نے کہا ہے کہ ملک میں امن و امان کی صورتحال بہتر بنانے کیلئے تمام ادارے مل کر کام کر رہے ہیں bbox=[359, 508, 474, 521]
article-header bbox=[239, 225, 354, 240]
article-paragraph: اسلام آباد حکومت نے کہا ہے کہ ملک میں امن و امان کی صورتحال بہتر بنانے کیلئے تمام ادارے مل کر کام کر رہے ہیں اور عوام کو ریلیف فراہم کرنے کیلئے اقدامات کیے جا رہے ہیں جبکہ مختلف شہروں میں ترقیاتی منصوبوں پر کام تیزی سے جاری ہے اور متعلقہ حکام کو ہدایت کی گئی ہے کہ وہ بروقت منصوبے مکمل کریں عدالت نے فریقین کو نوٹس جاری کرتے ہوئے سماعت ملتوی کر دی bbox=[603, 156, 722, 206]
article-paragraph: اسلام آباد حکومت نے کہا ہے کہ ملک میں امن و امان کی صورتحال بہتر بنانے کیلئے تمام ادارے مل کر کام کر رہے ہیں اور عوام کو ریلیف فراہم کرنے کیلئے اقدامات کیے جا رہے ہیں جبکہ مختلف شہروں میں ترقیاتی منصوبوں پر کام تیزی سے جاری ہے اور متعلقہ حکام کو ہدایت کی گئی ہے کہ وہ بروقت منصوبے مکمل کریں عدالت نے فریقین کو نوٹس جاری کرتے ہوئے سماعت ملتوی کر دی bbox=[727, 588, 840, 638]
article-paragraph: اسلام آباد حکومت نے کہا ہے کہ ملک میں امن و امان کی صورتحال بہتر بنانے کیلئے تمام ادارے مل کر کام کر رہے ہیں اور عوام کو ریلیف فراہم کرنے کیلئے اقدامات کیے جا رہے ہیں جبکہ مختلف شہروں میں ترقیاتی منصوبوں پر کام تیزی سے جاری ہے اور متعلقہ حکام کو ہدایت کی گئی ہے کہ وہ بروقت منصوبے مکمل کریں عدالت نے فریقین کو نوٹس جاری کرتے ہوئے سماعت ملتوی کر دی bbox=[603, 314, 722, 363]
court-notice-text: بعدالت جناب سینئر سول جج صاحب کراچی ضلع شرقی مقدمہ نمبر 2026 درخواست گزار بنام عامۃ الناس ہرگاہ کہ درخواست دہندہ نے اس عدالت میں درخواست دائر کی ہے لہذا بذریعہ اشتہار ہذا مطلع کیا جاتا ہے کہ مورخہ 2026-03-04 کو بوقت 08:30 بجے صبح عدالت میں حاضر ہوں بصورت دیگر یکطرفہ کارروائی عمل میں لائی جائے گی bbox=[117, 312, 229, 361]
article-paragraph: اسلام آباد حکومت نے کہا ہے کہ ملک میں امن و امان کی صورتحال بہتر بنانے کیلئے تمام ادارے مل کر کام کر رہے ہیں اور عوام کو ریلیف فراہم کرنے کیلئے اقدامات کیے جا رہے ہیں جبکہ مختلف شہروں میں ترقیاتی منصوبوں پر کام تیزی سے جاری ہے اور متعلقہ حکام کو ہدایت کی گئی ہے کہ وہ بروقت منصوبے مکمل کریں عدالت نے فریقین کو نوٹس جاری کرتے ہوئے سماعت ملتوی کر دی bbox=[603, 52, 722, 101]
article-paragraph: اسلام آباد حکومت نے کہا ہے کہ ملک میں امن و امان کی صورتحال بہتر بنانے کیلئے تمام ادارے مل کر کام کر رہے ہیں اور عوام کو ریلیف فراہم کرنے کیلئے اقدامات کیے جا رہے ہیں جبکہ مختلف شہروں میں ترقیاتی منصوبوں پر کام تیزی سے جاری ہے اور متعلقہ حکام کو ہدایت کی گئی ہے کہ وہ بروقت منصوبے مکمل کریں عدالت نے فریقین کو نوٹس جاری کرتے ہوئے سماعت ملتوی کر دی bbox=[239, 872, 354, 921]
article-paragraph: اسلام آباد حکومت نے کہا ہے کہ ملک میں امن و امان کی صورتحال بہتر بنانے کیلئے تمام ادارے مل کر کام کر رہے ہیں اور عوام کو ریلیف فراہم کرنے کیلئے اقدامات کیے جا رہے ہیں جبکہ مختلف شہروں میں ترقیاتی منصوبوں پر کام تیزی سے جاری ہے اور متعلقہ حکام کو ہدایت کی گئی ہے کہ وہ بروقت منصوبے مکمل کریں عدالت نے فریقین کو نوٹس جاری کرتے ہوئے سماعت ملتوی کر دی bbox=[239, 540, 354, 590]
article-paragraph: اسلام آباد حکومت نے کہا ہے کہ ملک میں امن و امان کی صورتحال بہتر بنانے کیلئے تمام ادارے مل کر کام کر رہے ہیں اور عوام کو ریلیف فراہم کرنے کیلئے اقدامات کیے جا رہے ہیں جبکہ مختلف شہروں میں ترقیاتی منصوبوں پر کام تیزی سے جاری ہے اور متعلقہ حکام کو ہدایت کی گئی ہے کہ وہ بروقت منصوبے مکمل کریں عدالت نے فریقین کو نوٹس جاری کرتے ہوئے سماعت ملتوی کر دی bbox=[727, 372, 840, 422]
article-paragraph: اسلام آباد حکومت نے کہا ہے کہ ملک میں امن و امان کی صورتحال بہتر بنانے کیلئے تمام ادارے مل کر کام کر رہے ہیں اور عوام کو ریلیف فراہم کرنے کیلئے اقدامات کیے جا رہے ہیں جبکہ مختلف شہروں میں ترقیاتی منصوبوں پر کام تیزی سے جاری ہے اور متعلقہ حکام کو ہدایت کی گئی ہے کہ وہ بروقت منصوبے مکمل کریں عدالت نے فریقین کو نوٹس جاری کرتے ہوئے سماعت ملتوی کر دی bbox=[359, 897, 474, 947]
article-paragraph: اسلام آباد حکومت نے کہا ہے کہ ملک میں امن و امان کی صورتحال بہتر بنانے کیلئے تمام ادارے مل کر کام کر رہے ہیں اور عوام کو ریلیف فراہم کرنے کیلئے اقدامات کیے جا رہے ہیں جبکہ مختلف شہروں میں ترقیاتی منصوبوں پر کام تیزی سے جاری ہے اور متعلقہ حکام کو ہدایت کی گئی ہے کہ وہ بروقت منصوبے مکمل کریں عدالت نے فریقین کو نوٹس جاری کرتے ہوئے سماعت ملتوی کر دی bbox=[359, 1040, 474, 1089]
court-notice-stamps bbox=[2, 110, 232, 126]
classified-ad-box bbox=[2, 30, 232, 107]
article-paragraph: اسلام آباد حکومت نے کہا ہے کہ ملک میں امن و امان کی صورتحال بہتر بنانے کیلئے تمام ادارے مل کر کام کر رہے ہیں اور عوام کو ریلیف فراہم کرنے کیلئے اقدامات کیے جا رہے ہیں جبکہ مختلف شہروں میں ترقیاتی منصوبوں پر کام تیزی سے جاری ہے اور متعلقہ حکام کو ہدایت کی گئی ہے کہ وہ بروقت منصوبے مکمل کریں عدالت نے فریقین کو نوٹس جاری کرتے ہوئے سماعت ملتوی کر دی bbox=[239, 820, 354, 869]
article-title: بجلی bbox=[398, 778, 414, 785]
article-title: پولیس bbox=[642, 729, 663, 736]
article-paragraph: اسلام آباد حکومت نے کہا ہے کہ ملک میں امن و امان کی صورتحال بہتر بنانے کیلئے تمام ادارے مل کر کام کر رہے ہیں اور عوام کو ریلیف فراہم کرنے کیلئے اقدامات کیے جا رہے ہیں جبکہ مختلف شہروں میں ترقیاتی منصوبوں پر کام تیزی سے جاری ہے اور متعلقہ حکام کو ہدایت کی گئی ہے کہ وہ بروقت منصوبے مکمل کریں عدالت نے فریقین کو نوٹس جاری کرتے ہوئے سماعت ملتوی کر دی bbox=[359, 1586, 474, 1635]
article-paragraph: اسلام آباد حکومت نے کہا ہے کہ ملک میں امن و امان کی صورتحال بہتر بنانے کیلئے تمام ادارے مل کر کام کر رہے ہیں اور عوام کو ریلیف فراہم کرنے کیلئے اقدامات کیے جا رہے ہیں جبکہ مختلف شہروں میں ترقیاتی منصوبوں پر کام تیزی سے جاری ہے اور متعلقہ حکام کو ہدایت کی گئی ہے کہ وہ بروقت منصوبے مکمل کریں عدالت نے فریقین کو نوٹس جاری کرتے ہوئے سماعت ملتوی کر دی bbox=[359, 650, 474, 700]
article-body bbox=[845, 919, 958, 1766]
court-notice-text: بعدالت جناب سینئر سول جج صاحب کراچی ضلع شرقی مقدمہ نمبر 2026 درخواست گزار بنام عامۃ الناس ہرگاہ کہ درخواست دہندہ نے اس عدالت میں درخواست دائر کی ہے لہذا بذریعہ اشتہار ہذا مطلع کیا جاتا ہے کہ مورخہ 2026-03-04 کو بوقت 08:30 بجے صبح عدالت میں حاضر ہوں بصورت دیگر یکطرفہ کارروائی عمل میں لائی جائے گی bbox=[117, 916, 229, 965]
article-paragraph: اسلام آباد حکومت نے کہا ہے کہ ملک میں امن و امان کی صورتحال بہتر بنانے کیلئے تمام ادارے مل کر کام کر رہے ہیں اور عوام کو ریلیف فراہم کرنے کیلئے اقدامات کیے جا رہے ہیں جبکہ مختلف شہروں میں ترقیاتی منصوبوں پر کام تیزی سے جاری ہے اور متعلقہ حکام کو ہدایت کی گئی ہے کہ وہ بروقت منصوبے مکمل کریں عدالت نے فریقین کو نوٹس جاری کرتے ہوئے سماعت ملتوی کر دی bbox=[603, 261, 722, 310]
masthead-urdu: ⑤ روزنامہ امت ۲۸ فروری ۲۰۲۶ء bbox=[765, 3, 956, 17]
article-title: سندھ اسمبلی bbox=[265, 613, 308, 620]
court-notice-text: بعدالت جناب سینئر سول جج صاحب کراچی ضلع شرقی مقدمہ نمبر 2026 درخواست گزار بنام عامۃ الناس ہرگاہ کہ درخواست دہندہ نے اس عدالت میں درخواست دائر کی ہے لہذا بذریعہ اشتہار ہذا مطلع کیا جاتا ہے کہ مورخہ 2026-03-04 کو بوقت 08:30 بجے صبح عدالت میں حاضر ہوں بصورت دیگر یکطرفہ کارروائی عمل میں لائی جائے گی bbox=[2, 674, 114, 724]
article-number: 29 bbox=[333, 610, 353, 623]
article-paragraph: اسلام آباد حکومت نے کہا ہے کہ ملک میں امن و امان کی صورتحال بہتر بنانے کیلئے تمام ادارے مل کر کام کر رہے ہیں اور عوام کو ریلیف فراہم کرنے کیلئے اقدامات کیے جا رہے ہیں جبکہ مختلف شہروں میں ترقیاتی منصوبوں پر کام تیزی سے جاری ہے اور متعلقہ حکام کو ہدایت کی گئی bbox=[727, 1505, 840, 1540]
article-title: تجارتی خسارہ bbox=[631, 1421, 674, 1428]
article-title: تعلیمی ادارے bbox=[757, 469, 795, 476]
article-paragraph: اسلام آباد حکومت نے کہا ہے کہ ملک میں امن و امان کی صورتحال بہتر بنانے کیلئے تمام ادارے مل کر کام کر رہے ہیں اور عوام کو ریلیف فراہم کرنے کیلئے اقدامات کیے جا رہے ہیں جبکہ مختلف شہروں میں ترقیاتی منصوبوں پر کام تیزی سے جاری ہے اور متعلقہ حکام کو ہدایت کی گئی ہے کہ وہ بروقت منصوبے مکمل کریں عدالت نے فریقین کو نوٹس جاری کرتے ہوئے سماعت ملتوی کر دی bbox=[845, 314, 958, 363]
article-number: 7 bbox=[824, 898, 839, 911]
article-title: پاک افغان تعلقات bbox=[750, 253, 803, 260]
article-paragraph: اسلام آباد حکومت نے کہا ہے کہ ملک میں امن و امان کی صورتحال بہتر بنانے کیلئے تمام ادارے مل کر کام کر رہے ہیں اور عوام کو ریلیف فراہم کرنے کیلئے اقدامات کیے جا رہے ہیں جبکہ مختلف شہروں میں ترقیاتی منصوبوں پر کام تیزی سے جاری ہے اور متعلقہ حکام کو ہدایت کی گئی ہے کہ وہ بروقت منصوبے مکمل کریں عدالت نے فریقین کو نوٹس جاری کرتے ہوئے سماعت ملتوی کر دی bbox=[603, 1645, 722, 1694]
article-paragraph: اسلام آباد حکومت نے کہا ہے کہ ملک میں امن و امان کی صورتحال بہتر بنانے کیلئے تمام ادارے مل کر کام کر رہے ہیں اور عوام کو ریلیف فراہم کرنے کیلئے اقدامات کیے جا رہے ہیں جبکہ مختلف شہروں میں ترقیاتی منصوبوں پر کام تیزی سے جاری ہے اور متعلقہ حکام کو ہدایت کی گئی ہے کہ وہ بروقت منصوبے مکمل کریں عدالت نے فریقین کو نوٹس جاری کرتے ہوئے سماعت ملتوی کر دی bbox=[727, 1564, 840, 1613]
article-number: 25 bbox=[453, 1516, 473, 1529]
article-body bbox=[359, 545, 474, 771]
court-notices-right bbox=[117, 130, 232, 976]
article-paragraph: اسلام آباد حکومت نے کہا ہے کہ ملک میں امن و امان کی صورتحال بہتر بنانے کیلئے تمام ادارے مل کر کام کر رہے ہیں اور عوام کو ریلیف فراہم کرنے کیلئے اقدامات کیے جا رہے ہیں جبکہ مختلف شہروں میں ترقیاتی منصوبوں پر کام تیزی سے جاری ہے اور متعلقہ حکام کو ہدایت کی گئی ہے کہ وہ بروقت منصوبے مکمل کریں عدالت نے فریقین کو نوٹس جاری کرتے ہوئے سماعت ملتوی کر دی bbox=[479, 630, 598, 679]
article-paragraph: اسلام آباد حکومت نے کہا ہے کہ ملک میں امن و امان کی صورتحال بہتر بنانے کیلئے تمام ادارے مل کر کام کر رہے ہیں اور عوام کو ریلیف فراہم کرنے کیلئے اقدامات کیے جا رہے ہیں جبکہ مختلف شہروں میں ترقیاتی منصوبوں پر کام تیزی سے جاری ہے اور متعلقہ حکام کو ہدایت کی گئی ہے کہ وہ بروقت منصوبے مکمل کریں عدالت نے فریقین کو نوٹس جاری کرتے ہوئے سماعت ملتوی کر دی bbox=[359, 598, 474, 647]
article-paragraph: اسلام آباد حکومت نے کہا ہے کہ ملک میں امن و امان کی صورتحال بہتر بنانے کیلئے تمام ادارے مل کر کام کر رہے ہیں اور عوام کو ریلیف فراہم کرنے کیلئے اقدامات کیے جا رہے ہیں جبکہ مختلف شہروں میں ترقیاتی منصوبوں پر کام تیزی سے جاری ہے اور متعلقہ حکام کو ہدایت کی گئی ہے کہ وہ بروقت منصوبے مکمل کریں عدالت نے فریقین کو نوٹس جاری کرتے ہوئے سماعت ملتوی کر دی bbox=[239, 296, 354, 345]
article-header bbox=[239, 33, 354, 48]
article-body bbox=[239, 1395, 354, 1566]
article-body bbox=[727, 51, 840, 246]
court-notice-text: بعدالت جناب سینئر سول جج صاحب کراچی ضلع شرقی مقدمہ نمبر 2026 درخواست گزار بنام عامۃ الناس ہرگاہ کہ درخواست دہندہ نے اس عدالت میں درخواست دائر کی ہے لہذا بذریعہ اشتہار ہذا مطلع کیا جاتا ہے کہ مورخہ 2026-03-04 کو بوقت 08:30 بجے صبح عدالت میں حاضر ہوں بصورت دیگر یکطرفہ کارروائی عمل میں لائی جائے گی bbox=[2, 131, 114, 180]
court-notices-left bbox=[2, 130, 114, 976]
article-paragraph: اسلام آباد حکومت نے کہا ہے کہ ملک میں امن و امان کی صورتحال بہتر بنانے کیلئے تمام ادارے مل کر کام کر رہے ہیں اور عوام کو ریلیف فراہم کرنے کیلئے اقدامات کیے جا رہے ہیں جبکہ مختلف شہروں میں ترقیاتی منصوبوں پر کام تیزی سے جاری ہے اور متعلقہ حکام کو ہدایت کی گئی ہے کہ وہ بروقت منصوبے مکمل کریں عدالت نے فریقین کو نوٹس جاری کرتے ہوئے سماعت ملتوی کر دی bbox=[845, 261, 958, 310]
court-notice-label: کورٹ نوٹس bbox=[39, 110, 81, 126]
article-header bbox=[359, 1268, 474, 1283]
article-paragraph: اسلام آباد حکومت نے کہا ہے کہ ملک میں امن و امان کی صورتحال بہتر بنانے کیلئے تمام ادارے مل کر کام کر رہے ہیں اور عوام کو ریلیف فراہم کرنے کیلئے اقدامات کیے جا رہے ہیں جبکہ مختلف شہروں میں ترقیاتی منصوبوں پر کام تیزی سے جاری ہے اور متعلقہ حکام کو ہدایت کی گئی ہے کہ وہ بروقت منصوبے مکمل کریں عدالت نے فریقین کو نوٹس جاری کرتے ہوئے سماعت ملتوی کر دی bbox=[727, 52, 840, 101]
article-header bbox=[603, 33, 722, 48]
article-number: 9 bbox=[824, 1330, 839, 1343]
article-number: 6 bbox=[824, 682, 839, 695]
article-paragraph: اسلام آباد حکومت نے کہا ہے کہ ملک میں امن و امان کی صورتحال بہتر بنانے کیلئے تمام ادارے مل کر کام کر رہے ہیں اور عوام کو ریلیف فراہم کرنے کیلئے اقدامات کیے جا رہے ہیں جبکہ مختلف شہروں میں ترقیاتی منصوبوں پر کام تیزی سے جاری ہے اور متعلقہ حکام کو ہدایت کی گئی ہے کہ وہ بروقت منصوبے مکمل کریں عدالت نے فریقین کو نوٹس جاری کرتے ہوئے سماعت ملتوی کر دی bbox=[479, 787, 598, 836]
stf-mark: STF bbox=[2, 907, 14, 914]
court-notice-text: بعدالت جناب سینئر سول جج صاحب کراچی ضلع شرقی مقدمہ نمبر 2026 درخواست گزار بنام عامۃ الناس ہرگاہ کہ درخواست دہندہ نے اس عدالت میں درخواست دائر کی ہے لہذا بذریعہ اشتہار ہذا مطلع کیا جاتا ہے کہ مورخہ 2026-03-04 کو بوقت 08:30 بجے صبح عدالت میں حاضر ہوں بصورت دیگر یکطرفہ کارروائی عمل میں لائی جائے گی bbox=[117, 372, 229, 421]
article-body bbox=[603, 1089, 722, 1414]
article-title: ریلوے bbox=[520, 37, 537, 44]
court-notice-text: بعدالت جناب سینئر سول جج صاحب کراچی ضلع شرقی مقدمہ نمبر 2026 درخواست گزار بنام عامۃ الناس ہرگاہ کہ درخواست دہندہ نے اس عدالت میں درخواست دائر کی ہے لہذا بذریعہ اشتہار ہذا مطلع کیا جاتا ہے کہ مورخہ 2026-03-04 کو بوقت 08:30 بجے صبح عدالت میں حاضر ہوں بصورت دیگر یکطرفہ کارروائی عمل میں لائی جائے گی bbox=[2, 856, 114, 905]
article-header bbox=[239, 417, 354, 432]
article-paragraph: اسلام آباد حکومت نے کہا ہے کہ ملک میں امن و امان کی صورتحال بہتر بنانے کیلئے تمام ادارے مل کر کام کر رہے ہیں اور عوام کو ریلیف فراہم کرنے کیلئے اقدامات کیے جا رہے ہیں جبکہ مختلف شہروں میں ترقیاتی منصوبوں پر کام تیزی سے جاری ہے اور متعلقہ حکام کو ہدایت کی گئی ہے کہ وہ بروقت منصوبے مکمل کریں عدالت نے فریقین کو نوٹس جاری کرتے ہوئے سماعت ملتوی کر دی bbox=[239, 1308, 354, 1358]
article-paragraph: اسلام آباد حکومت نے کہا ہے کہ ملک میں امن و امان کی صورتحال بہتر بنانے کیلئے تمام ادارے مل کر کام کر رہے ہیں اور عوام کو ریلیف فراہم کرنے کیلئے اقدامات کیے جا رہے ہیں جبکہ مختلف شہروں میں ترقیاتی منصوبوں پر کام تیزی سے جاری ہے اور متعلقہ حکام کو ہدایت کی گئی ہے کہ وہ بروقت منصوبے مکمل کریں عدالت نے فریقین کو نوٹس جاری کرتے ہوئے سماعت ملتوی کر دی bbox=[603, 848, 722, 898]
article-body bbox=[239, 819, 354, 990]
article-paragraph: اسلام آباد حکومت نے کہا ہے کہ ملک میں امن و امان کی صورتحال بہتر بنانے کیلئے تمام ادارے مل کر کام کر رہے ہیں اور عوام کو ریلیف فراہم کرنے کیلئے اقدامات کیے جا رہے ہیں جبکہ مختلف شہروں میں ترقیاتی منصوبوں پر کام تیزی سے جاری ہے اور متعلقہ حکام کو ہدایت کی گئی ہے کہ وہ بروقت منصوبے مکمل کریں عدالت نے فریقین کو نوٹس جاری کرتے ہوئے سماعت ملتوی کر دی bbox=[359, 1144, 474, 1194]
article-number: 27 bbox=[333, 226, 353, 239]
stf-mark: STF bbox=[2, 182, 14, 189]
article-body bbox=[845, 51, 958, 898]
article-header bbox=[845, 901, 958, 916]
court-notice-text: بعدالت جناب سینئر سول جج صاحب کراچی ضلع شرقی مقدمہ نمبر 2026 درخواست گزار بنام عامۃ الناس ہرگاہ کہ درخواست دہندہ نے اس عدالت میں درخواست دائر کی ہے لہذا بذریعہ اشتہار ہذا مطلع کیا جاتا ہے کہ مورخہ 2026-03-04 کو بوقت 08:30 بجے صبح عدالت میں حاضر ہوں بصورت دیگر یکطرفہ کارروائی عمل میں لائی جائے گی bbox=[117, 493, 229, 542]
article-number: 4 bbox=[824, 250, 839, 263]
article-header bbox=[239, 609, 354, 624]
article-paragraph: اسلام آباد حکومت نے کہا ہے کہ ملک میں امن و امان کی صورتحال بہتر بنانے کیلئے تمام ادارے مل کر کام کر رہے ہیں اور عوام کو ریلیف فراہم کرنے کیلئے اقدامات کیے جا رہے ہیں جبکہ مختلف شہروں میں ترقیاتی منصوبوں پر کام تیزی سے جاری ہے اور متعلقہ حکام کو ہدایت کی گئی ہے کہ وہ بروقت منصوبے مکمل کریں عدالت نے فریقین کو نوٹس جاری کرتے ہوئے سماعت ملتوی کر دی bbox=[479, 314, 598, 363]
stf-mark: STF bbox=[2, 242, 14, 249]
article-paragraph: اسلام آباد حکومت نے کہا ہے کہ ملک میں امن و امان کی صورتحال بہتر بنانے کیلئے تمام ادارے مل کر کام کر رہے ہیں اور عوام کو ریلیف فراہم کرنے کیلئے اقدامات کیے جا رہے ہیں جبکہ مختلف شہروں میں ترقیاتی منصوبوں پر کام تیزی سے جاری ہے اور متعلقہ حکام کو ہدایت کی گئی ہے کہ وہ بروقت منصوبے مکمل کریں عدالت نے فریقین کو نوٹس جاری کرتے ہوئے سماعت ملتوی کر دی bbox=[603, 1352, 722, 1401]
stf-mark: STF bbox=[117, 303, 129, 310]
article-title: صحت bbox=[520, 615, 537, 622]
article-title: پٹرول bbox=[397, 1519, 416, 1526]
article-header bbox=[239, 1569, 354, 1584]
article-paragraph: اسلام آباد حکومت نے کہا ہے کہ ملک میں امن و امان کی صورتحال بہتر بنانے کیلئے تمام ادارے مل کر کام کر رہے ہیں اور عوام کو ریلیف فراہم کرنے کیلئے اقدامات کیے جا رہے ہیں جبکہ مختلف شہروں میں ترقیاتی منصوبوں پر کام تیزی سے جاری ہے اور متعلقہ حکام کو ہدایت کی گئی ہے کہ وہ بروقت منصوبے مکمل کریں عدالت نے فریقین کو نوٹس جاری کرتے ہوئے سماعت ملتوی کر دی bbox=[479, 1312, 598, 1362]
article-paragraph: اسلام آباد حکومت نے کہا ہے کہ ملک میں امن و امان کی صورتحال بہتر بنانے کیلئے تمام ادارے مل کر کام کر رہے ہیں اور عوام کو ریلیف فراہم کرنے کیلئے اقدامات کیے جا رہے ہیں جبکہ مختلف شہروں میں ترقیاتی منصوبوں پر کام تیزی سے جاری ہے اور متعلقہ حکام کو ہدایت کی گئی ہے کہ وہ بروقت منصوبے مکمل کریں عدالت نے فریقین کو نوٹس جاری کرتے ہوئے سماعت ملتوی کر دی bbox=[359, 950, 474, 999]
article-header bbox=[727, 465, 840, 480]
article-paragraph: اسلام آباد حکومت نے کہا ہے کہ ملک میں امن و امان کی صورتحال بہتر بنانے کیلئے تمام ادارے مل کر کام کر رہے ہیں اور عوام کو ریلیف فراہم کرنے کیلئے اقدامات کیے جا رہے ہیں جبکہ مختلف شہروں میں ترقیاتی منصوبوں پر کام تیزی سے جاری ہے اور متعلقہ حکام کو ہدایت کی گئی ہے کہ وہ بروقت منصوبے مکمل کریں عدالت نے فریقین کو نوٹس جاری کرتے ہوئے سماعت ملتوی کر دی bbox=[727, 968, 840, 1017]
article-paragraph: اسلام آباد حکومت نے کہا ہے کہ ملک میں امن و امان کی صورتحال بہتر بنانے کیلئے تمام ادارے مل کر کام کر رہے ہیں اور عوام کو ریلیف فراہم کرنے کیلئے اقدامات کیے جا رہے ہیں جبکہ مختلف شہروں میں ترقیاتی منصوبوں پر کام تیزی سے جاری ہے اور متعلقہ حکام کو ہدایت کی گئی ہے کہ وہ بروقت منصوبے مکمل کریں عدالت نے فریقین کو نوٹس جاری کرتے ہوئے سماعت ملتوی کر دی bbox=[603, 1698, 722, 1747]
article-paragraph: اسلام آباد حکومت نے کہا ہے کہ ملک میں امن و امان کی صورتحال بہتر بنانے کیلئے تمام ادارے مل کر کام کر رہے ہیں اور عوام کو ریلیف فراہم کرنے کیلئے اقدامات کیے جا رہے ہیں جبکہ مختلف شہروں میں ترقیاتی منصوبوں پر کام تیزی سے جاری ہے اور متعلقہ حکام کو ہدایت کی گئی ہے کہ وہ بروقت منصوبے مکمل کریں عدالت نے فریقین کو نوٹس جاری کرتے ہوئے سماعت ملتوی کر دی bbox=[727, 1400, 840, 1449]
article-title: وزیراعظم bbox=[271, 37, 302, 44]
article-number: 34 bbox=[333, 1570, 353, 1583]
article-number: 12 bbox=[701, 380, 721, 393]
article-number: 8 bbox=[824, 1114, 839, 1127]
article-paragraph: اسلام آباد حکومت نے کہا ہے کہ ملک میں امن و امان کی صورتحال بہتر بنانے کیلئے تمام ادارے مل کر کام کر رہے ہیں اور عوام کو ریلیف فراہم کرنے کیلئے اقدامات کیے جا رہے ہیں جبکہ مختلف شہروں میں ترقیاتی منصوبوں پر کام تیزی سے جاری ہے اور متعلقہ حکام کو ہدایت کی گئی ہے کہ وہ بروقت منصوبے مکمل کریں عدالت نے فریقین کو نوٹس جاری کرتے ہوئے سماعت ملتوی کر دی bbox=[479, 734, 598, 784]
article-title: کراچی bbox=[642, 1075, 663, 1082]
article-paragraph: اسلام آباد حکومت نے کہا ہے کہ ملک میں امن و امان کی صورتحال بہتر بنانے کیلئے تمام ادارے مل کر کام کر رہے ہیں اور عوام کو ریلیف فراہم کرنے کیلئے اقدامات کیے جا رہے ہیں جبکہ مختلف شہروں میں ترقیاتی منصوبوں پر کام تیزی سے جاری ہے اور متعلقہ حکام کو ہدایت کی گئی ہے کہ وہ بروقت منصوبے مکمل کریں عدالت نے فریقین کو نوٹس جاری کرتے ہوئے سماعت ملتوی کر دی bbox=[603, 1090, 722, 1139]
article-paragraph: اسلام آباد حکومت نے کہا ہے کہ ملک میں امن و امان کی صورتحال بہتر بنانے کیلئے تمام ادارے مل کر کام کر رہے ہیں اور عوام کو ریلیف فراہم کرنے کیلئے اقدامات کیے جا رہے ہیں جبکہ مختلف شہروں میں ترقیاتی منصوبوں پر کام تیزی سے جاری ہے اور متعلقہ حکام کو ہدایت کی گئی ہے کہ وہ بروقت منصوبے مکمل کریں عدالت نے فریقین کو نوٹس جاری کرتے ہوئے سماعت ملتوی کر دی bbox=[727, 1184, 840, 1233]
article-paragraph: اسلام آباد حکومت نے کہا ہے کہ ملک میں امن و امان کی صورتحال بہتر بنانے کیلئے تمام ادارے مل کر کام کر رہے ہیں اور عوام کو ریلیف فراہم کرنے کیلئے اقدامات کیے جا رہے ہیں جبکہ مختلف شہروں میں ترقیاتی منصوبوں پر کام تیزی سے جاری ہے اور متعلقہ حکام کو ہدایت کی گئی ہے کہ وہ بروقت منصوبے مکمل کریں عدالت نے فریقین کو نوٹس جاری کرتے ہوئے سماعت ملتوی کر دی bbox=[239, 1448, 354, 1497]
article-paragraph: اسلام آباد حکومت نے کہا ہے کہ ملک میں امن و امان کی صورتحال بہتر بنانے کیلئے تمام ادارے مل کر کام کر رہے ہیں اور عوام کو ریلیف فراہم کرنے کیلئے اقدامات کیے جا رہے ہیں جبکہ مختلف شہروں میں ترقیاتی منصوبوں پر کام تیزی سے جاری ہے اور متعلقہ حکام کو ہدایت کی گئی ہے کہ وہ بروقت منصوبے مکمل کریں عدالت نے فریقین کو نوٹس جاری کرتے ہوئے سماعت ملتوی کر دی bbox=[359, 456, 474, 505]
article-title: عدالتی کارروائی bbox=[627, 37, 678, 44]
article-paragraph: اسلام آباد حکومت نے کہا ہے کہ ملک میں امن و امان کی صورتحال بہتر بنانے کیلئے تمام ادارے مل کر کام کر رہے ہیں اور عوام کو ریلیف فراہم کرنے کیلئے اقدامات کیے جا رہے ہیں جبکہ مختلف شہروں میں ترقیاتی منصوبوں پر کام تیزی سے جاری ہے اور متعلقہ حکام کو ہدایت کی گئی bbox=[727, 641, 840, 676]
article-paragraph: اسلام آباد حکومت نے کہا ہے کہ ملک میں امن و امان کی صورتحال بہتر بنانے کیلئے تمام ادارے مل کر کام کر رہے ہیں اور عوام کو ریلیف فراہم کرنے کیلئے اقدامات کیے جا رہے ہیں جبکہ مختلف شہروں میں ترقیاتی منصوبوں پر کام تیزی سے جاری ہے اور متعلقہ حکام کو ہدایت کی گئی ہے کہ وہ بروقت منصوبے مکمل کریں عدالت نے فریقین کو نوٹس جاری کرتے ہوئے سماعت ملتوی کر دی bbox=[239, 1500, 354, 1550]
court-notice-text: بعدالت جناب سینئر سول جج صاحب کراچی ضلع شرقی مقدمہ نمبر 2026 درخواست گزار بنام عامۃ الناس ہرگاہ کہ درخواست دہندہ نے اس عدالت میں درخواست دائر کی ہے لہذا بذریعہ اشتہار ہذا مطلع کیا جاتا ہے کہ مورخہ 2026-03-04 کو بوقت 08:30 بجے صبح عدالت میں حاضر ہوں بصورت دیگر یکطرفہ کارروائی عمل میں لائی جائے گی bbox=[117, 735, 229, 784]
article-paragraph: اسلام آباد حکومت نے کہا ہے کہ ملک میں امن و امان کی صورتحال بہتر بنانے کیلئے تمام ادارے مل کر کام کر رہے ہیں اور عوام کو ریلیف فراہم کرنے کیلئے اقدامات کیے جا رہے ہیں جبکہ مختلف شہروں میں ترقیاتی منصوبوں پر کام تیزی سے جاری ہے اور متعلقہ حکام کو ہدایت کی گئی ہے کہ وہ بروقت منصوبے مکمل کریں عدالت نے فریقین کو نوٹس جاری کرتے ہوئے سماعت ملتوی کر دی bbox=[727, 752, 840, 801]
article-paragraph: اسلام آباد حکومت نے کہا ہے کہ ملک میں امن و امان کی صورتحال بہتر بنانے کیلئے تمام ادارے مل کر کام کر رہے ہیں اور عوام کو ریلیف فراہم کرنے کیلئے اقدامات کیے جا رہے ہیں جبکہ مختلف شہروں میں ترقیاتی منصوبوں پر کام تیزی سے جاری ہے اور متعلقہ حکام کو ہدایت کی گئی ہے کہ وہ بروقت منصوبے مکمل کریں عدالت نے فریقین کو نوٹس جاری کرتے ہوئے سماعت ملتوی کر دی bbox=[239, 1640, 354, 1689]
article-header bbox=[359, 1515, 474, 1530]
article-paragraph: اسلام آباد حکومت نے کہا ہے کہ ملک میں امن و امان کی صورتحال بہتر بنانے کیلئے تمام ادارے مل کر کام کر رہے ہیں اور عوام کو ریلیف فراہم کرنے کیلئے اقدامات کیے جا رہے ہیں جبکہ مختلف شہروں میں ترقیاتی منصوبوں پر کام تیزی سے جاری ہے اور متعلقہ حکام کو ہدایت کی گئی ہے کہ وہ بروقت منصوبے مکمل کریں عدالت نے فریقین کو نوٹس جاری کرتے ہوئے سماعت ملتوی کر دی bbox=[359, 703, 474, 752]
article-number: 3 bbox=[824, 34, 839, 47]
stf-mark: STF bbox=[2, 726, 14, 733]
article-header bbox=[359, 527, 474, 542]
stf-mark: STF bbox=[117, 847, 129, 854]
stf-mark: STF bbox=[117, 182, 129, 189]
article-title: نئے منصوبے bbox=[760, 901, 793, 908]
article-paragraph: اسلام آباد حکومت نے کہا ہے کہ ملک میں امن و امان کی صورتحال بہتر بنانے کیلئے تمام ادارے مل کر کام کر رہے ہیں اور عوام کو ریلیف فراہم کرنے کیلئے اقدامات کیے جا رہے ہیں جبکہ مختلف شہروں میں ترقیاتی منصوبوں پر کام تیزی سے جاری ہے اور متعلقہ حکام کو ہدایت کی گئی ہے کہ وہ بروقت منصوبے مکمل کریں عدالت نے فریقین کو نوٹس جاری کرتے ہوئے سماعت ملتوی کر دی bbox=[359, 299, 474, 348]
article-paragraph: اسلام آباد حکومت نے کہا ہے کہ ملک میں امن و امان کی صورتحال بہتر بنانے کیلئے تمام ادارے مل کر کام کر رہے ہیں bbox=[239, 209, 354, 222]
article-paragraph: اسلام آباد حکومت نے کہا ہے کہ ملک میں امن و امان کی صورتحال بہتر بنانے کیلئے تمام ادارے مل کر کام کر رہے ہیں اور عوام کو ریلیف فراہم کرنے کیلئے اقدامات کیے جا رہے ہیں جبکہ مختلف شہروں میں ترقیاتی منصوبوں پر کام تیزی سے جاری ہے اور متعلقہ حکام کو ہدایت کی گئی ہے کہ وہ بروقت منصوبے مکمل کریں عدالت نے فریقین کو نوٹس جاری کرتے ہوئے سماعت ملتوی کر دی bbox=[603, 607, 722, 656]
article-paragraph: اسلام آباد حکومت نے کہا ہے کہ ملک میں امن و امان کی صورتحال بہتر بنانے کیلئے تمام ادارے مل کر کام کر رہے ہیں اور عوام کو ریلیف فراہم کرنے کیلئے اقدامات کیے جا رہے ہیں جبکہ مختلف شہروں میں ترقیاتی منصوبوں پر کام تیزی سے جاری ہے اور متعلقہ حکام کو ہدایت کی گئی ہے کہ وہ بروقت منصوبے مکمل کریں عدالت نے فریقین کو نوٹس جاری کرتے ہوئے سماعت ملتوی کر دی bbox=[845, 1024, 958, 1074]
article-paragraph: اسلام آباد حکومت نے کہا ہے کہ ملک میں امن و امان کی صورتحال بہتر بنانے کیلئے تمام ادارے مل کر کام کر رہے ہیں اور عوام کو ریلیف فراہم کرنے کیلئے اقدامات کیے جا رہے ہیں جبکہ مختلف شہروں میں ترقیاتی منصوبوں پر کام تیزی سے جاری ہے اور متعلقہ حکام کو ہدایت کی گئی ہے کہ وہ بروقت منصوبے مکمل کریں عدالت نے فریقین کو نوٹس جاری کرتے ہوئے سماعت ملتوی کر دی bbox=[603, 555, 722, 604]
article-number: 14 bbox=[701, 1072, 721, 1085]
article-paragraph: اسلام آباد حکومت نے کہا ہے کہ ملک میں امن و امان کی صورتحال بہتر بنانے کیلئے تمام ادارے مل کر کام کر رہے ہیں اور عوام کو ریلیف فراہم کرنے کیلئے اقدامات کیے جا رہے ہیں جبکہ مختلف شہروں میں ترقیاتی منصوبوں پر کام تیزی سے جاری ہے اور متعلقہ حکام کو ہدایت کی گئی ہے کہ وہ بروقت منصوبے مکمل کریں عدالت نے فریقین کو نوٹس جاری کرتے ہوئے سماعت ملتوی کر دی bbox=[845, 156, 958, 206]
article-body bbox=[359, 792, 474, 1018]
article-paragraph: اسلام آباد حکومت نے کہا ہے کہ ملک میں امن و امان کی صورتحال بہتر بنانے کیلئے تمام ادارے مل کر کام کر رہے ہیں اور عوام کو ریلیف فراہم کرنے کیلئے اقدامات کیے جا رہے ہیں جبکہ مختلف شہروں میں ترقیاتی منصوبوں پر کام تیزی سے جاری ہے اور متعلقہ حکام کو ہدایت کی گئی ہے کہ وہ بروقت منصوبے مکمل کریں عدالت نے فریقین کو نوٹس جاری کرتے ہوئے سماعت ملتوی کر دی bbox=[603, 209, 722, 258]
article-paragraph: اسلام آباد حکومت نے کہا ہے کہ ملک میں امن و امان کی صورتحال بہتر بنانے کیلئے تمام ادارے مل کر کام کر رہے ہیں اور عوام کو ریلیف فراہم کرنے کیلئے اقدامات کیے جا رہے ہیں جبکہ مختلف شہروں میں ترقیاتی منصوبوں پر کام تیزی سے جاری ہے اور متعلقہ حکام کو ہدایت کی گئی ہے کہ وہ بروقت منصوبے مکمل کریں عدالت نے فریقین کو نوٹس جاری کرتے ہوئے سماعت ملتوی کر دی bbox=[603, 1247, 722, 1296]
article-number: 33 bbox=[333, 1378, 353, 1391]
bottom-ad-line2: دکھاسکتی ہے bbox=[86, 1373, 146, 1383]
article-title: گیس bbox=[399, 1025, 414, 1032]
article-header bbox=[479, 1189, 598, 1204]
stf-mark: STF bbox=[117, 544, 129, 551]
article-paragraph: اسلام آباد حکومت نے کہا ہے کہ ملک میں امن و امان کی صورتحال بہتر بنانے کیلئے تمام ادارے مل کر کام کر رہے ہیں اور عوام کو ریلیف فراہم کرنے کیلئے اقدامات کیے جا رہے ہیں جبکہ مختلف شہروں میں ترقیاتی منصوبوں پر کام تیزی سے جاری ہے اور متعلقہ حکام کو ہدایت کی گئی ہے کہ وہ بروقت منصوبے مکمل کریں عدالت نے فریقین کو نوٹس جاری کرتے ہوئے سماعت ملتوی کر دی bbox=[727, 700, 840, 749]
article-paragraph: اسلام آباد حکومت نے کہا ہے کہ ملک میں امن و امان کی صورتحال بہتر بنانے کیلئے تمام ادارے مل کر کام کر رہے ہیں bbox=[239, 785, 354, 798]
article-body bbox=[359, 298, 474, 524]
article-header bbox=[239, 801, 354, 816]
article-paragraph: اسلام آباد حکومت نے کہا ہے کہ ملک میں امن و امان کی صورتحال بہتر بنانے کیلئے تمام ادارے مل کر کام کر رہے ہیں اور عوام کو ریلیف فراہم کرنے کیلئے اقدامات کیے جا رہے ہیں جبکہ مختلف شہروں میں ترقیاتی منصوبوں پر کام تیزی سے جاری ہے اور متعلقہ حکام کو ہدایت کی گئی ہے کہ وہ بروقت منصوبے مکمل کریں عدالت نے فریقین کو نوٹس جاری کرتے ہوئے سماعت ملتوی کر دی bbox=[727, 916, 840, 965]
article-paragraph: اسلام آباد حکومت نے کہا ہے کہ ملک میں امن و امان کی صورتحال بہتر بنانے کیلئے تمام ادارے مل کر کام کر رہے ہیں bbox=[239, 977, 354, 990]
article-title: پاکستان اسٹاک bbox=[384, 37, 429, 44]
court-notice-text: بعدالت جناب سینئر سول جج صاحب کراچی ضلع شرقی مقدمہ نمبر 2026 درخواست گزار بنام عامۃ الناس ہرگاہ کہ درخواست دہندہ نے اس عدالت میں درخواست دائر کی ہے لہذا بذریعہ اشتہار ہذا مطلع کیا جاتا ہے کہ مورخہ 2026-03-04 کو بوقت 08:30 بجے صبح عدالت میں حاضر ہوں بصورت دیگر یکطرفہ کارروائی عمل میں لائی جائے گی bbox=[2, 553, 114, 603]
article-paragraph: اسلام آباد حکومت نے کہا ہے کہ ملک میں امن و امان کی صورتحال بہتر بنانے کیلئے تمام ادارے مل کر کام کر رہے ہیں اور عوام کو ریلیف فراہم کرنے کیلئے اقدامات کیے جا رہے ہیں جبکہ مختلف شہروں میں ترقیاتی منصوبوں پر کام تیزی سے جاری ہے اور متعلقہ حکام کو ہدایت کی گئی ہے کہ وہ بروقت منصوبے مکمل کریں عدالت نے فریقین کو نوٹس جاری کرتے ہوئے سماعت ملتوی کر دی bbox=[727, 804, 840, 854]
article-body bbox=[239, 1011, 354, 1182]
stf-mark: STF bbox=[2, 544, 14, 551]
article-paragraph: اسلام آباد حکومت نے کہا ہے کہ ملک میں امن و امان کی صورتحال بہتر بنانے کیلئے تمام ادارے مل کر کام کر رہے ہیں اور عوام کو ریلیف فراہم کرنے کیلئے اقدامات کیے جا رہے ہیں جبکہ مختلف شہروں میں ترقیاتی منصوبوں پر کام تیزی سے جاری ہے اور متعلقہ حکام کو ہدایت کی گئی ہے کہ وہ بروقت منصوبے مکمل کریں عدالت نے فریقین کو نوٹس جاری کرتے ہوئے سماعت ملتوی کر دی bbox=[479, 156, 598, 206]
stf-mark: STF bbox=[2, 605, 14, 612]
court-notice-text: بعدالت جناب سینئر سول جج صاحب کراچی ضلع شرقی مقدمہ نمبر 2026 درخواست گزار بنام عامۃ الناس ہرگاہ کہ درخواست دہندہ نے اس عدالت میں درخواست دائر کی ہے لہذا بذریعہ اشتہار ہذا مطلع کیا جاتا ہے کہ مورخہ 2026-03-04 کو بوقت 08:30 بجے صبح عدالت میں حاضر ہوں بصورت دیگر یکطرفہ کارروائی عمل میں لائی جائے گی bbox=[2, 312, 114, 361]
